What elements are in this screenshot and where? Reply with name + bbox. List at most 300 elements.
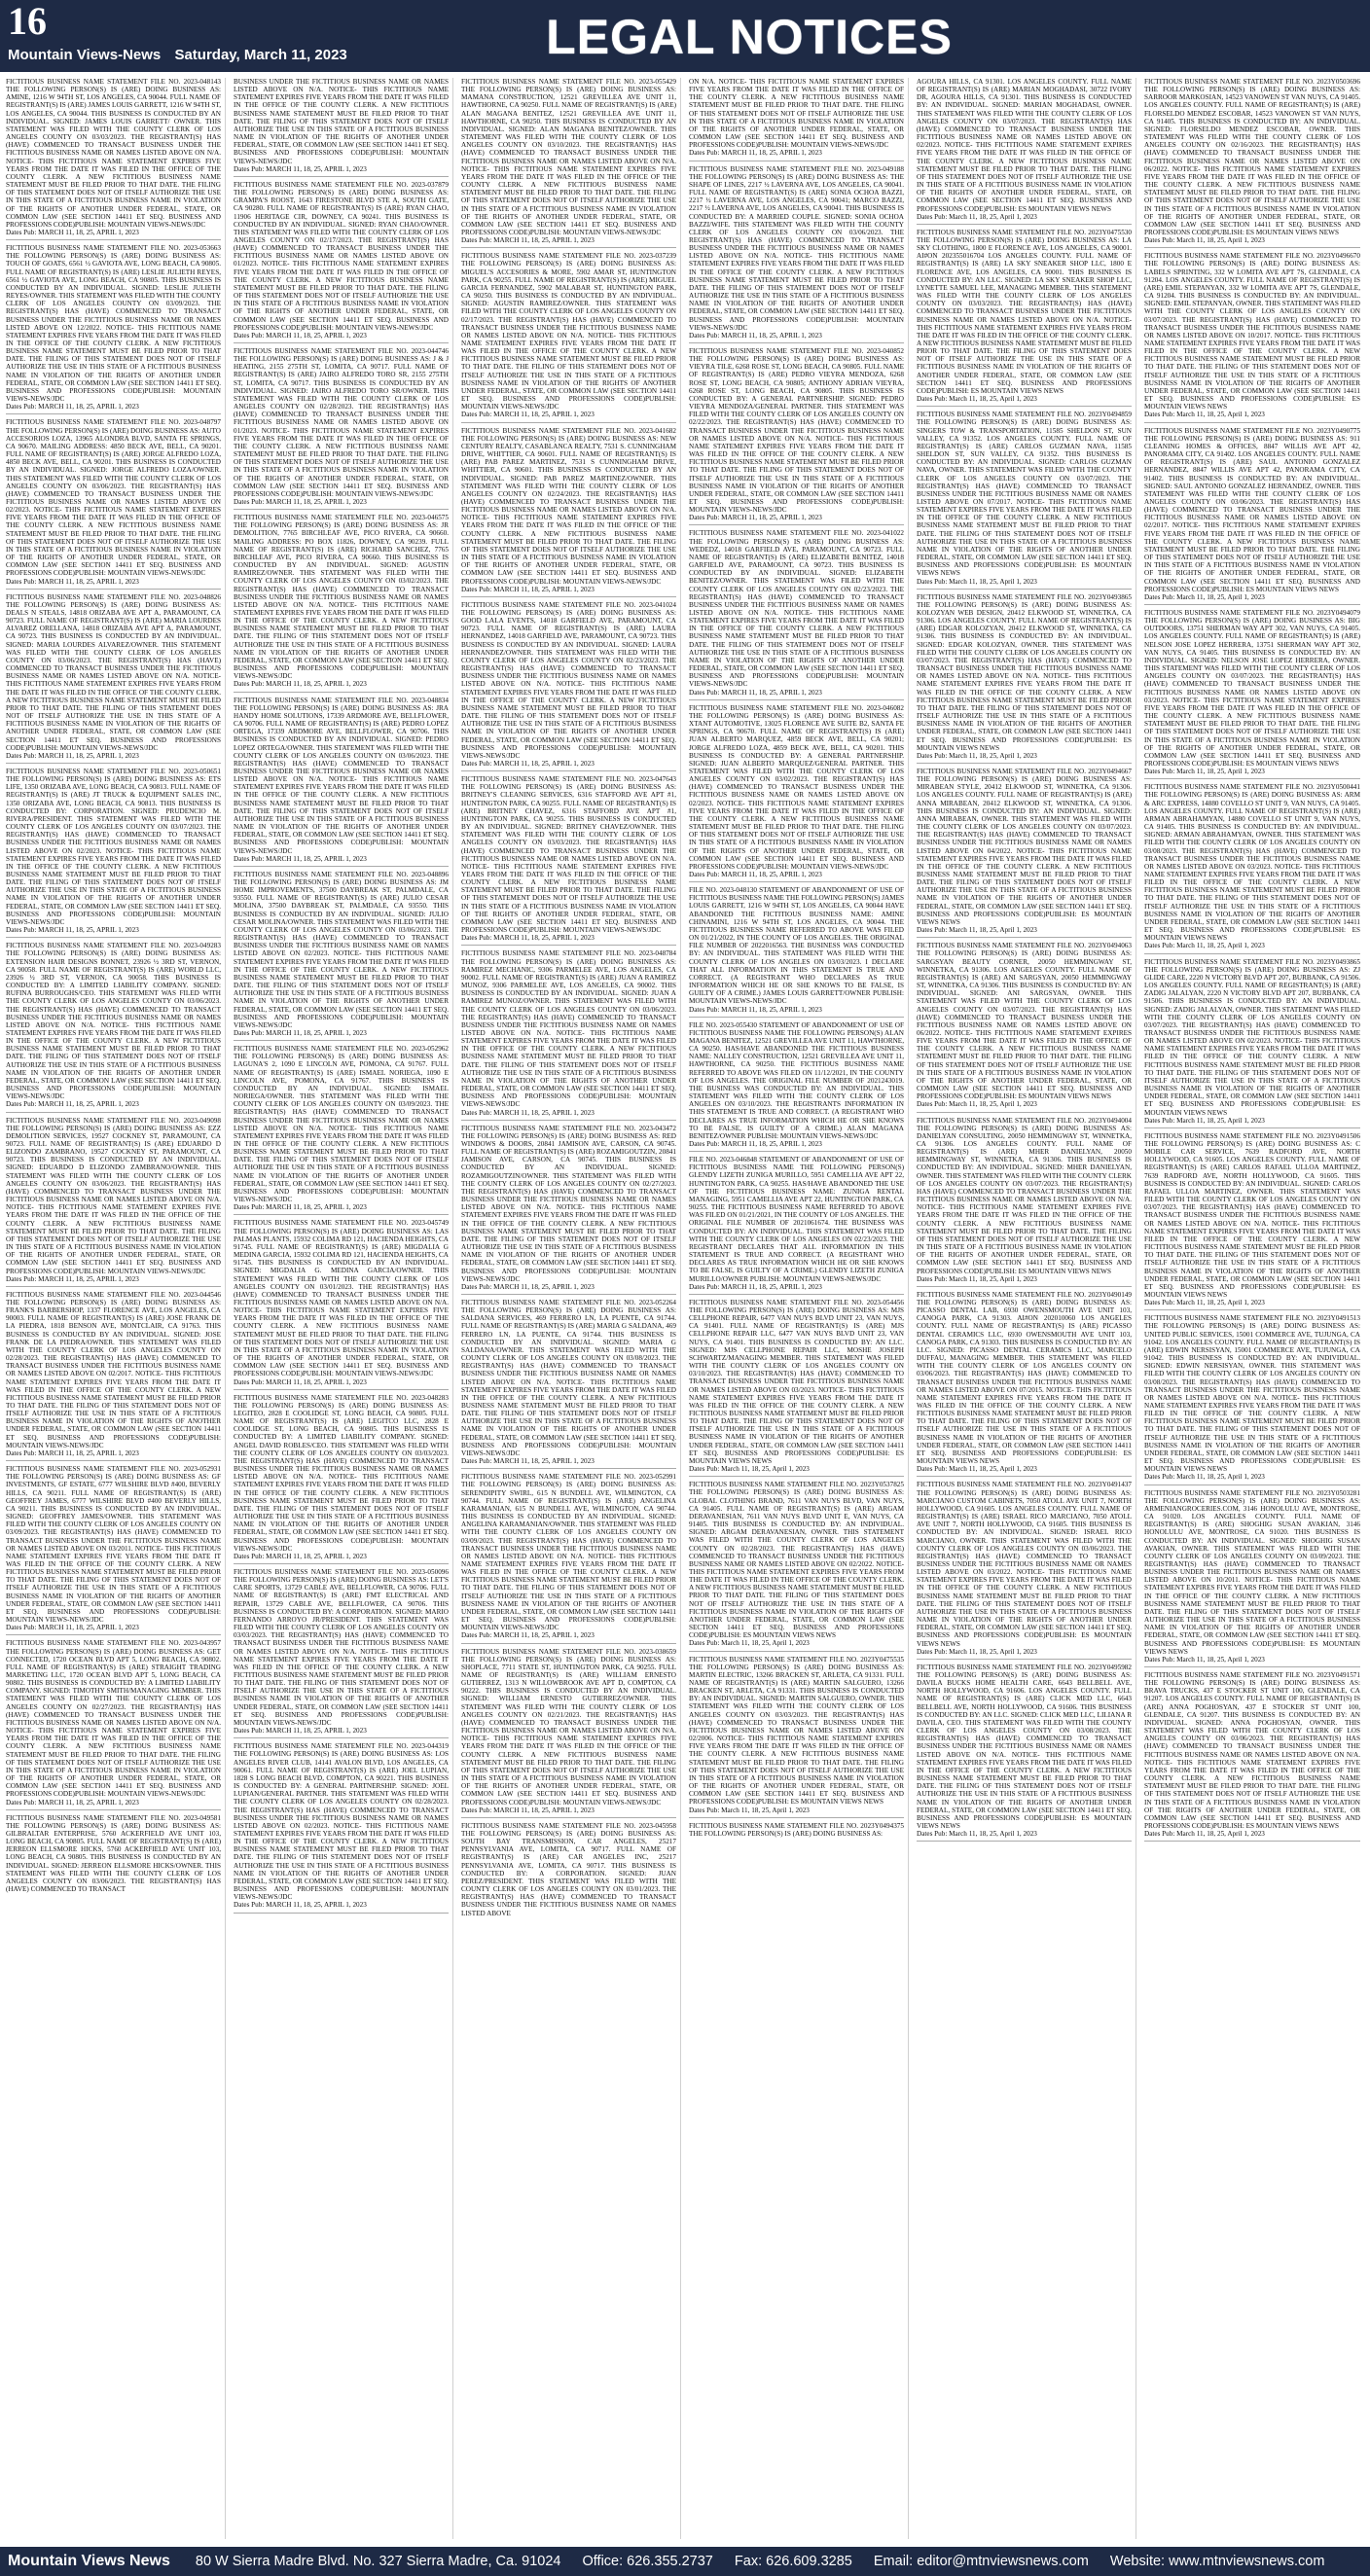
- notice-divider: [917, 1659, 1132, 1660]
- notice-title: FICTITIOUS BUSINESS NAME STATEMENT FILE NO. 2023Y0491513: [1144, 1314, 1360, 1323]
- legal-notice: [689, 1299, 904, 1477]
- legal-notice: [6, 418, 221, 589]
- notice-title: FICTITIOUS BUSINESS NAME STATEMENT FILE NO. 2023-049581: [6, 1813, 221, 1822]
- legal-notice: [6, 1814, 221, 1894]
- notice-body: THE FOLLOWING PERSON(S) IS (ARE) DOING BUSINESS AS: WEDEDZ, 14018 GARFIELD AVE, PARAMOUNT, CA 90723. FULL NAME OF REGISTRANT(S) IS (ARE) ELIZABETH BENITEZ, 14018 GARFIELD AVE, PARAMOUNT, CA 90723. THIS BUSINESS IS CONDUCTED BY AN INDIVIDUAL. SIGNED: ELIZABETH BENITEZ/OWNER. THIS STATEMENT WAS FILED WITH THE COUNTY CLERK OF LOS ANGELES COUNTY ON 02/23/2023. THE REGISTRANT(S) HAS (HAVE) COMMENCED TO TRANSACT BUSINESS UNDER THE FICTITIOUS BUSINESS NAME OR NAMES LISTED ABOVE ON N/A. NOTICE- THIS FICTITIOUS NAME STATEMENT EXPIRES FIVE YEARS FROM THE DATE IT WAS FILED IN THE OFFICE OF THE COUNTY CLERK. A NEW FICTITIOUS BUSINESS NAME STATEMENT MUST BE FILED PRIOR TO THAT DATE. THE FILING OF THIS STATEMENT DOES NOT OF ITSELF AUTHORIZE THE USE IN THIS STATE OF A FICTITIOUS BUSINESS NAME IN VIOLATION OF THE RIGHTS OF ANOTHER UNDER FEDERAL, STATE, OR COMMON LAW (SEE SECTION 14411 ET SEQ. BUSINESS AND PROFESSIONS CODE)PUBLISH: MOUNTAIN VIEWS-NEWS/JDC: [689, 537, 904, 689]
- legal-notice: [1144, 958, 1360, 1128]
- legal-notice: [1144, 1314, 1360, 1485]
- notice-divider: [461, 422, 676, 423]
- legal-notice: [917, 229, 1132, 407]
- legal-notice: [917, 768, 1132, 938]
- legal-notice: [234, 181, 449, 343]
- legal-notice: [917, 411, 1132, 589]
- notice-title: FICTITIOUS BUSINESS NAME STATEMENT FILE NO. 2023-044319: [234, 1742, 449, 1751]
- notice-title: FICTITIOUS BUSINESS NAME STATEMENT FILE NO. 2023Y0503696: [1144, 78, 1360, 86]
- legal-notice: [6, 593, 221, 764]
- notice-title: FICTITIOUS BUSINESS NAME STATEMENT FILE NO. 2023Y0494667: [917, 767, 1132, 775]
- notice-publication-dates: Dates Pub: March 11, 18, 25, April 1, 2023: [917, 1100, 1037, 1109]
- notice-columns: [6, 78, 1364, 2539]
- notice-title: FICTITIOUS BUSINESS NAME STATEMENT FILE NO. 2023Y0494079: [1144, 609, 1360, 617]
- notice-divider: [461, 1468, 676, 1469]
- notice-body: THE FOLLOWING PERSON(S) IS (ARE) DOING BUSINESS AS: BRAVA TRUCKS, 437 E STOCKER ST UNIT 100, GLENDALE, CA 91207. LOS ANGELES COUNTY. FULL NAME OF REGISTRANT(S) IS (ARE) ANNA POGHOSYAN, 437 E STOCKER ST UNIT 100, GLENDALE, CA 91207. THIS BUSINESS IS CONDUCTED BY: AN INDIVIDUAL. SIGNED: ANNA POGHOSYAN, OWNER. THIS STATEMENT WAS FILED WITH THE COUNTY CLERK OF LOS ANGELES COUNTY ON 03/06/2023. THE REGISTRANT(S) HAS (HAVE) COMMENCED TO TRANSACT BUSINESS UNDER THE FICTITIOUS BUSINESS NAME OR NAMES LISTED ABOVE ON N/A. NOTICE- THIS FICTITIOUS NAME STATEMENT EXPIRES FIVE YEARS FROM THE DATE IT WAS FILED IN THE OFFICE OF THE COUNTY CLERK. A NEW FICTITIOUS BUSINESS NAME STATEMENT MUST BE FILED PRIOR TO THAT DATE. THE FILING OF THIS STATEMENT DOES NOT OF ITSELF AUTHORIZE THE USE IN THIS STATE OF A FICTITIOUS BUSINESS NAME IN VIOLATION OF THE RIGHTS OF ANOTHER UNDER FEDERAL, STATE, OR COMMON LAW (SEE SECTION 14411 ET SEQ. BUSINESS AND PROFESSIONS CODE)PUBLISH: ES MOUNTAIN VIEWS NEWS: [1144, 1679, 1360, 1830]
- notice-publication-dates: Dates Pub: March 11, 18, 25, April 1, 2023: [1144, 942, 1265, 950]
- legal-notice: [689, 1822, 904, 1838]
- notice-title: FICTITIOUS BUSINESS NAME STATEMENT FILE NO. 2023Y0491437: [917, 1481, 1132, 1489]
- notice-divider: [6, 1809, 221, 1810]
- legal-notice: [6, 244, 221, 414]
- footer-website: Website: www.mtnviewsnews.com: [1109, 2554, 1325, 2569]
- notice-divider: [234, 692, 449, 693]
- notice-divider: [917, 1476, 1132, 1477]
- notice-column: [6, 78, 226, 2539]
- notice-publication-dates: Dates Pub: March 11, 18, 25, April 1, 2023: [917, 395, 1037, 404]
- legal-notice: [6, 1639, 221, 1809]
- notice-column: [689, 78, 909, 2539]
- notice-publication-dates: Dates Pub: March 11, 18, 25, April 1, 2023: [689, 1465, 810, 1474]
- notice-body: THE FOLLOWING PERSON(S) IS (ARE) DOING BUSINESS AS: LAS PALMAS PLANTS, 15932 COLIMA RD 121, HACIENDA HEIGHTS, CA 91745. FULL NAME OF REGISTRANT(S) IS (ARE) MIGDALIA G MEDINA GARCIA, 15932 COLIMA RD 121, HACIENDA HEIGHTS, CA 91745. THIS BUSINESS IS CONDUCTED BY AN INDIVIDUAL. SIGNED: MIGDALIA G. MEDINA GARCIA/OWNER. THIS STATEMENT WAS FILED WITH THE COUNTY CLERK OF LOS ANGELES COUNTY ON 03/01/2023. THE REGISTRANT(S) HAS (HAVE) COMMENCED TO TRANSACT BUSINESS UNDER THE FICTITIOUS BUSINESS NAME OR NAMES LISTED ABOVE ON N/A. NOTICE- THIS FICTITIOUS NAME STATEMENT EXPIRES FIVE YEARS FROM THE DATE IT WAS FILED IN THE OFFICE OF THE COUNTY CLERK. A NEW FICTITIOUS BUSINESS NAME STATEMENT MUST BE FILED PRIOR TO THAT DATE. THE FILING OF THIS STATEMENT DOES NOT OF ITSELF AUTHORIZE THE USE IN THIS STATE OF A FICTITIOUS BUSINESS NAME IN VIOLATION OF THE RIGHTS OF ANOTHER UNDER FEDERAL, STATE, OR COMMON LAW (SEE SECTION 14411 ET SEQ. BUSINESS AND PROFESSIONS CODE)PUBLISH: MOUNTAIN VIEWS-NEWS/JDC: [234, 1227, 449, 1378]
- legal-notice: [689, 347, 904, 525]
- notice-divider: [6, 1460, 221, 1461]
- notice-publication-dates: Dates Pub: March 11, 18, 25, April 1, 2023: [917, 1465, 1037, 1474]
- footer-bar: [0, 2547, 1370, 2576]
- notice-title: FICTITIOUS BUSINESS NAME STATEMENT FILE NO. 2023-049098: [6, 1116, 221, 1125]
- section-title: LEGAL NOTICES: [546, 10, 953, 64]
- notice-publication-dates: Dates Pub: MARCH 11, 18, 25, APRIL 1, 2023: [689, 149, 822, 158]
- notice-publication-dates: Dates Pub: MARCH 11, 18, 25, APRIL 1, 2023: [461, 1282, 595, 1291]
- footer-email: Email: editor@mtnviewsnews.com: [873, 2554, 1089, 2569]
- notice-body: ON N/A. NOTICE- THIS FICTITIOUS NAME STATEMENT EXPIRES FIVE YEARS FROM THE DATE IT WAS FILED IN THE OFFICE OF THE COUNTY CLERK. A NEW FICTITIOUS BUSINESS NAME STATEMENT MUST BE FILED PRIOR TO THAT DATE. THE FILING OF THIS STATEMENT DOES NOT OF ITSELF AUTHORIZE THE USE IN THIS STATE OF A FICTITIOUS BUSINESS NAME IN VIOLATION OF THE RIGHTS OF ANOTHER UNDER FEDERAL, STATE, OR COMMON LAW (SEE SECTION 14411 ET SEQ. BUSINESS AND PROFESSIONS CODE)PUBLISH: MOUNTAIN VIEWS-NEWS/JDC: [689, 78, 904, 150]
- notice-body: THE FOLLOWING PERSON(S) IS (ARE) DOING BUSINESS AS: LEGITEO, 2828 E COOLIDGE ST, LONG BEACH, CA 90805. FULL NAME OF REGISTRANT(S) IS (ARE) LEGITCO LLC, 2828 E COOLIDGE ST, LONG BEACH, CA 90805. THIS BUSINESS IS CONDUCTED BY: A LIMITED LIABILITY COMPANY. SIGNED: ANGEL DAVID ROBLES/CEO. THIS STATEMENT WAS FILED WITH THE COUNTY CLERK OF LOS ANGELES COUNTY ON 03/03/2023. THE REGISTRANT(S) HAS (HAVE) COMMENCED TO TRANSACT BUSINESS UNDER THE FICTITIOUS BUSINESS NAME OR NAMES LISTED ABOVE ON N/A. NOTICE- THIS FICTITIOUS NAME STATEMENT EXPIRES FIVE YEARS FROM THE DATE IT WAS FILED IN THE OFFICE OF THE COUNTY CLERK. A NEW FICTITIOUS BUSINESS NAME STATEMENT MUST BE FILED PRIOR TO THAT DATE. THE FILING OF THIS STATEMENT DOES NOT OF ITSELF AUTHORIZE THE USE IN THIS STATE OF A FICTITIOUS BUSINESS NAME IN VIOLATION OF THE RIGHTS OF ANOTHER UNDER FEDERAL, STATE, OR COMMON LAW (SEE SECTION 14411 ET SEQ. BUSINESS AND PROFESSIONS CODE)PUBLISH: MOUNTAIN VIEWS-NEWS/JDC: [234, 1401, 449, 1553]
- notice-title: FICTITIOUS BUSINESS NAME STATEMENT FILE NO. 2023-047643: [461, 775, 676, 784]
- notice-divider: [6, 1112, 221, 1113]
- notice-divider: [234, 1563, 449, 1564]
- notice-body: THE FOLLOWING PERSON(S) IS (ARE) DOING BUSINESS AS: TOUCH OF GOATS, 6561 ½ GAVIOTA AVE, LONG BEACH, CA 90805. FULL NAME OF REGISTRANT(S) IS (ARE) LESLIE JULIETH REYES, 6561 ½ GAVIOTA AVE, LONG BEACH, CA 90805. THIS BUSINESS IS CONDUCTED BY AN INDIVIDUAL. SIGNED: LESLIE JULIETH REYES/OWNER. THIS STATEMENT WAS FILED WITH THE COUNTY CLERK OF LOS ANGELES COUNTY ON 03/09/2023. THE REGISTRANT(S) HAS (HAVE) COMMENCED TO TRANSACT BUSINESS UNDER THE FICTITIOUS BUSINESS NAME OR NAMES LISTED ABOVE ON 12/2022. NOTICE- THIS FICTITIOUS NAME STATEMENT EXPIRES FIVE YEARS FROM THE DATE IT WAS FILED IN THE OFFICE OF THE COUNTY CLERK. A NEW FICTITIOUS BUSINESS NAME STATEMENT MUST BE FILED PRIOR TO THAT DATE. THE FILING OF THIS STATEMENT DOES NOT OF ITSELF AUTHORIZE THE USE IN THIS STATE OF A FICTITIOUS BUSINESS NAME IN VIOLATION OF THE RIGHTS OF ANOTHER UNDER FEDERAL, STATE, OR COMMON LAW (SEE SECTION 14411 ET SEQ. BUSINESS AND PROFESSIONS CODE)PUBLISH: MOUNTAIN VIEWS-NEWS/JDC: [6, 252, 221, 404]
- legal-notice: [917, 593, 1132, 764]
- legal-notice: [461, 1648, 676, 1818]
- notice-divider: [689, 1817, 904, 1818]
- notice-title: FICTITIOUS BUSINESS NAME STATEMENT FILE NO. 2023Y0494004: [917, 1116, 1132, 1125]
- notice-publication-dates: Dates Pub: MARCH 11, 18, 25, APRIL 1, 2023: [234, 1552, 367, 1560]
- notice-body: THE FOLLOWING PERSON(S) IS (ARE) DOING BUSINESS AS: GILBRALTAR ENTERPRISE, 5760 ACKERFIELD AVE UNIT 103, LONG BEACH, CA 90805. FULL NAME OF REGISTRANT(S) IS (ARE) JERREON ELLSMORE HICKS, 5760 ACKERFIELD AVE UNIT 103, LONG BEACH, CA 90805. THIS BUSINESS IS CONDUCTED BY AN INDIVIDUAL. SIGNED: JERREON ELLSMORE HICKS/OWNER. THIS STATEMENT WAS FILED WITH THE COUNTY CLERK OF LOS ANGELES COUNTY ON 03/06/2023. THE REGISTRANT(S) HAS (HAVE) COMMENCED TO TRANSACT: [6, 1821, 221, 1894]
- notice-publication-dates: Dates Pub: MARCH 11, 18, 25, APRIL 1, 2023: [6, 751, 139, 760]
- legal-notice: [6, 1291, 221, 1461]
- notice-body: THE FOLLOWING PERSON(S) IS (ARE) DOING BUSINESS AS: AMINE, 1216 W 94TH ST, LOS ANGELES, CA 90044. FULL NAME OF REGISTRANT(S) IS (ARE) JAMES LOUIS GARRETT, 1216 W 94TH ST, LOS ANGELES, CA 90044. THIS BUSINESS IS CONDUCTED BY AN INDIVIDUAL. SIGNED: JAMES LOUIS GARRETT/ OWNER. THIS STATEMENT WAS FILED WITH THE COUNTY CLERK OF LOS ANGELES COUNTY ON 03/03/2023. THE REGISTRANT(S) HAS (HAVE) COMMENCED TO TRANSACT BUSINESS UNDER THE FICTITIOUS BUSINESS NAME OR NAMES LISTED ABOVE ON N/A. NOTICE- THIS FICTITIOUS NAME STATEMENT EXPIRES FIVE YEARS FROM THE DATE IT WAS FILED IN THE OFFICE OF THE COUNTY CLERK. A NEW FICTITIOUS BUSINESS NAME STATEMENT MUST BE FILED PRIOR TO THAT DATE. THE FILING OF THIS STATEMENT DOES NOT OF ITSELF AUTHORIZE THE USE IN THIS STATE OF A FICTITIOUS BUSINESS NAME IN VIOLATION OF THE RIGHTS OF ANOTHER UNDER FEDERAL, STATE, OR COMMON LAW (SEE SECTION 14411 ET SEQ. BUSINESS AND PROFESSIONS CODE)PUBLISH: MOUNTAIN VIEWS-NEWS/JDC: [6, 86, 221, 229]
- notice-publication-dates: Dates Pub: March 11, 18, 25, April 1, 2023: [917, 1830, 1037, 1839]
- notice-title: FICTITIOUS BUSINESS NAME STATEMENT FILE NO. 2023-040852: [689, 347, 904, 355]
- notice-publication-dates: Dates Pub: March 11, 18, 25, April 1, 2023: [1144, 236, 1265, 245]
- notice-title: FICTITIOUS BUSINESS NAME STATEMENT FILE NO. 2023-045749: [234, 1219, 449, 1228]
- notice-title: FICTITIOUS BUSINESS NAME STATEMENT FILE NO. 2023Y0475535: [689, 1655, 904, 1664]
- notice-publication-dates: Dates Pub: MARCH 11, 18, 25, APRIL 1, 2023: [461, 236, 595, 245]
- notice-title: FICTITIOUS BUSINESS NAME STATEMENT FILE NO. 2023Y0496670: [1144, 252, 1360, 261]
- notice-publication-dates: Dates Pub: MARCH 11, 18, 25, APRIL 1, 2023: [689, 331, 822, 340]
- legal-notice: [1144, 78, 1360, 248]
- legal-notice: [689, 529, 904, 699]
- notice-body: THE FOLLOWING PERSON(S) IS (ARE) DOING BUSINESS AS: DAVILA BUCKS HOME HEALTH CARE, 6643 BELLBELL AVE, NORTH HOLLYWOOD, CA 91606. LOS ANGELES COUNTY. FULL NAME OF REGISTRANT(S) IS (ARE) CLICK MED LLC, 6643 BELLBELL AVE, NORTH HOLLYWOOD, CA 91606. THIS BUSINESS IS CONDUCTED BY: AN LLC. SIGNED: CLICK MED LLC, LILIANA R DAVILA, CEO. THIS STATEMENT WAS FILED WITH THE COUNTY CLERK OF LOS ANGELES COUNTY ON 03/08/2023. THE REGISTRANT(S) HAS (HAVE) COMMENCED TO TRANSACT BUSINESS UNDER THE FICTITIOUS BUSINESS NAME OR NAMES LISTED ABOVE ON N/A. NOTICE- THIS FICTITIOUS NAME STATEMENT EXPIRES FIVE YEARS FROM THE DATE IT WAS FILED IN THE OFFICE OF THE COUNTY CLERK. A NEW FICTITIOUS BUSINESS NAME STATEMENT MUST BE FILED PRIOR TO THAT DATE. THE FILING OF THIS STATEMENT DOES NOT OF ITSELF AUTHORIZE THE USE IN THIS STATE OF A FICTITIOUS BUSINESS NAME IN VIOLATION OF THE RIGHTS OF ANOTHER UNDER FEDERAL, STATE, OR COMMON LAW (SEE SECTION 14411 ET SEQ. BUSINESS AND PROFESSIONS CODE)PUBLISH: ES MOUNTAIN VIEWS NEWS: [917, 1671, 1132, 1830]
- notice-divider: [689, 1476, 904, 1477]
- notice-body: THE FOLLOWING PERSON(S) IS (ARE) DOING BUSINESS AS: RED WINDOWS & DOORS, 20841 JAMISON AVE, CARSON, CA 90745. FULL NAME OF REGISTRANT(S) IS (ARE) ROZAMIGOUTZIN, 20841 JAMISON AVE, CARSON, CA 90745. THIS BUSINESS IS CONDUCTED BY AN INDIVIDUAL. SIGNED: ROZAMIGOUTZIN/OWNER. THIS STATEMENT WAS FILED WITH THE COUNTY CLERK OF LOS ANGELES COUNTY ON 02/27/2023. THE REGISTRANT(S) HAS (HAVE) COMMENCED TO TRANSACT BUSINESS UNDER THE FICTITIOUS BUSINESS NAME OR NAMES LISTED ABOVE ON N/A. NOTICE- THIS FICTITIOUS NAME STATEMENT EXPIRES FIVE YEARS FROM THE DATE IT WAS FILED IN THE OFFICE OF THE COUNTY CLERK. A NEW FICTITIOUS BUSINESS NAME STATEMENT MUST BE FILED PRIOR TO THAT DATE. THE FILING OF THIS STATEMENT DOES NOT OF ITSELF AUTHORIZE THE USE IN THIS STATE OF A FICTITIOUS BUSINESS NAME IN VIOLATION OF THE RIGHTS OF ANOTHER UNDER FEDERAL, STATE, OR COMMON LAW (SEE SECTION 14411 ET SEQ. BUSINESS AND PROFESSIONS CODE)PUBLISH: MOUNTAIN VIEWS-NEWS/JDC: [461, 1131, 676, 1283]
- notice-body: THE FOLLOWING PERSON(S) IS (ARE) DOING BUSINESS AS: XTANT AUTOMOTIVE, 13025 FLORENCE AVE SUITE B2, SANTA FE SPRINGS, CA 90670. FULL NAME OF REGISTRANT(S) IS (ARE) JUAN ALBERTO MARQUEZ, 4859 BECK AVE, BELL, CA 90201; JORGE ALFREDO LOZA, 4859 BECK AVE, BELL, CA 90201. THIS BUSINESS IS CONDUCTED BY: A GENERAL PARTNERSHIP. SIGNED: JUAN ALBERTO MARQUEZ/GENERAL PARTNER. THIS STATEMENT WAS FILED WITH THE COUNTY CLERK OF LOS ANGELES COUNTY ON 03/02/2023. THE REGISTRANT(S) HAS (HAVE) COMMENCED TO TRANSACT BUSINESS UNDER THE FICTITIOUS BUSINESS NAME OR NAMES LISTED ABOVE ON 02/2023. NOTICE- THIS FICTITIOUS NAME STATEMENT EXPIRES FIVE YEARS FROM THE DATE IT WAS FILED IN THE OFFICE OF THE COUNTY CLERK. A NEW FICTITIOUS BUSINESS NAME STATEMENT MUST BE FILED PRIOR TO THAT DATE. THE FILING OF THIS STATEMENT DOES NOT OF ITSELF AUTHORIZE THE USE IN THIS STATE OF A FICTITIOUS BUSINESS NAME IN VIOLATION OF THE RIGHTS OF ANOTHER UNDER FEDERAL, STATE, OR COMMON LAW (SEE SECTION 14411 ET SEQ. BUSINESS AND PROFESSIONS CODE)PUBLISH: MOUNTAIN VIEWS-NEWS/JDC: [689, 711, 904, 871]
- legal-notice: [917, 1291, 1132, 1478]
- legal-notice: [461, 1299, 676, 1469]
- notice-publication-dates: Dates Pub: MARCH 11, 18, 25, APRIL 1, 2023: [234, 497, 367, 506]
- notice-title: FICTITIOUS BUSINESS NAME STATEMENT FILE NO. 2023Y0490775: [1144, 426, 1360, 435]
- notice-divider: [6, 1286, 221, 1287]
- notice-publication-dates: Dates Pub: March 11, 18, 25, April 1, 2023: [1144, 1116, 1265, 1125]
- notice-divider: [1144, 247, 1360, 248]
- notice-column: [917, 78, 1136, 2539]
- notice-divider: [689, 881, 904, 882]
- notice-publication-dates: Dates Pub: MARCH 11, 18, 25, APRIL 1, 2023: [234, 1901, 367, 1910]
- notice-publication-dates: Dates Pub: MARCH 11, 18, 25, APRIL 1, 2023: [689, 514, 822, 522]
- notice-publication-dates: Dates Pub: March 11, 18, 25, April 1, 2023: [1144, 1473, 1265, 1482]
- notice-divider: [6, 589, 221, 590]
- notice-publication-dates: Dates Pub: MARCH 11, 18, 25, APRIL 1, 2023: [6, 1624, 139, 1632]
- legal-notice: [1144, 427, 1360, 605]
- notice-publication-dates: Dates Pub: MARCH 11, 18, 25, APRIL 1, 2023: [461, 585, 595, 593]
- notice-divider: [689, 1151, 904, 1152]
- notice-body: THE FOLLOWING PERSON(S) IS (ARE) DOING BUSINESS AS: JM HOME IMPROVEMENTS, 37500 DAYBREAK ST, PALMDALE, CA 93550. FULL NAME OF REGISTRANT(S) IS (ARE) JULIO CESAR MOLINA, 37500 DAYBREAK ST, PALMDALE, CA 93550. THIS BUSINESS IS CONDUCTED BY AN INDIVIDUAL. SIGNED: JULIO CESAR MOLINA/OWNER. THIS STATEMENT WAS FILED WITH THE COUNTY CLERK OF LOS ANGELES COUNTY ON 03/06/2023. THE REGISTRANT(S) HAS (HAVE) COMMENCED TO TRANSACT BUSINESS UNDER THE FICTITIOUS BUSINESS NAME OR NAMES LISTED ABOVE ON 02/2023. NOTICE- THIS FICTITIOUS NAME STATEMENT EXPIRES FIVE YEARS FROM THE DATE IT WAS FILED IN THE OFFICE OF THE COUNTY CLERK. A NEW FICTITIOUS BUSINESS NAME STATEMENT MUST BE FILED PRIOR TO THAT DATE. THE FILING OF THIS STATEMENT DOES NOT OF ITSELF AUTHORIZE THE USE IN THIS STATE OF A FICTITIOUS BUSINESS NAME IN VIOLATION OF THE RIGHTS OF ANOTHER UNDER FEDERAL, STATE, OR COMMON LAW (SEE SECTION 14411 ET SEQ. BUSINESS AND PROFESSIONS CODE)PUBLISH: MOUNTAIN VIEWS-NEWS/JDC: [234, 878, 449, 1029]
- footer-fax: Fax: 626.609.3285: [734, 2554, 852, 2569]
- legal-notice: [6, 942, 221, 1112]
- legal-notice: [689, 1021, 904, 1153]
- notice-title: FILE NO. 2023-048130 STATEMENT OF ABANDONMENT OF USE OF FICTITIOUS BUSINESS NAME: [689, 886, 904, 903]
- notice-body: THE FOLLOWING PERSON(S) IS (ARE) DOING BUSINESS AS: THE SHAPE OF LINES, 2217 ½ LAVERNA AVE, LOS ANGELES, CA 90041. FULL NAME OF REGISTRANT(S) IS (ARE) SONIA OCHOA BAZZI, 2217 ½ LAVERNA AVE, LOS ANGELES, CA 90041; MARCO BAZZI, 2217 ½ LAVERNA AVE, LOS ANGELES, CA 90041. THIS BUSINESS IS CONDUCTED BY: A MARRIED COUPLE. SIGNED: SONIA OCHOA BAZZI/WIFE. THIS STATEMENT WAS FILED WITH THE COUNTY CLERK OF LOS ANGELES COUNTY ON 03/06/2023. THE REGISTRANT(S) HAS (HAVE) COMMENCED TO TRANSACT BUSINESS UNDER THE FICTITIOUS BUSINESS NAME OR NAMES LISTED ABOVE ON N/A. NOTICE- THIS FICTITIOUS NAME STATEMENT EXPIRES FIVE YEARS FROM THE DATE IT WAS FILED IN THE OFFICE OF THE COUNTY CLERK. A NEW FICTITIOUS BUSINESS NAME STATEMENT MUST BE FILED PRIOR TO THAT DATE. THE FILING OF THIS STATEMENT DOES NOT OF ITSELF AUTHORIZE THE USE IN THIS STATE OF A FICTITIOUS BUSINESS NAME IN VIOLATION OF THE RIGHTS OF ANOTHER UNDER FEDERAL, STATE, OR COMMON LAW (SEE SECTION 14411 ET SEQ. BUSINESS AND PROFESSIONS CODE)PUBLISH: MOUNTAIN VIEWS-NEWS/JDC: [689, 172, 904, 332]
- notice-body: THE FOLLOWING PERSON(S) IS (ARE) DOING BUSINESS AS: SALDANA SERVICES, 469 FERRERO LN, LA PUENTE, CA 91744. FULL NAME OF REGISTRANT(S) IS (ARE) MARIA G SALDANA, 469 FERRERO LN, LA PUENTE, CA 91744. THIS BUSINESS IS CONDUCTED BY AN INDIVIDUAL. SIGNED: MARIA G SALDANA/OWNER. THIS STATEMENT WAS FILED WITH THE COUNTY CLERK OF LOS ANGELES COUNTY ON 03/08/2023. THE REGISTRANT(S) HAS (HAVE) COMMENCED TO TRANSACT BUSINESS UNDER THE FICTITIOUS BUSINESS NAME OR NAMES LISTED ABOVE ON N/A. NOTICE- THIS FICTITIOUS NAME STATEMENT EXPIRES FIVE YEARS FROM THE DATE IT WAS FILED IN THE OFFICE OF THE COUNTY CLERK. A NEW FICTITIOUS BUSINESS NAME STATEMENT MUST BE FILED PRIOR TO THAT DATE. THE FILING OF THIS STATEMENT DOES NOT OF ITSELF AUTHORIZE THE USE IN THIS STATE OF A FICTITIOUS BUSINESS NAME IN VIOLATION OF THE RIGHTS OF ANOTHER UNDER FEDERAL, STATE, OR COMMON LAW (SEE SECTION 14411 ET SEQ. BUSINESS AND PROFESSIONS CODE)PUBLISH: MOUNTAIN VIEWS-NEWS/JDC: [461, 1306, 676, 1457]
- legal-notice: [6, 1117, 221, 1287]
- notice-title: FILE NO. 2023-046848 STATEMENT OF ABANDONMENT OF USE OF FICTITIOUS BUSINESS NAME: [689, 1156, 904, 1172]
- masthead: [0, 0, 1370, 72]
- legal-notice: [461, 601, 676, 771]
- legal-notice: [1144, 783, 1360, 953]
- notice-publication-dates: Dates Pub: MARCH 11, 18, 25, APRIL 1, 2023: [234, 680, 367, 689]
- legal-notice: [1144, 1671, 1360, 1842]
- notice-divider: [689, 342, 904, 343]
- notice-body: THE FOLLOWING PERSON(S) IS (ARE) DOING BUSINESS AS: 911 CLEANING HOMES & OFFICES, 8847 WILLIS AVE APT 42, PANORAMA CITY, CA 91402. LOS ANGELES COUNTY. FULL NAME OF REGISTRANT(S) IS (ARE) SAUL ANTONIO GONZALEZ HERNANDEZ, 8847 WILLIS AVE APT 42, PANORAMA CITY, CA 91402. THIS BUSINESS IS CONDUCTED BY: AN INDIVIDUAL. SIGNED: SAUL ANTONIO GONZALEZ HERNANDEZ, OWNER. THIS STATEMENT WAS FILED WITH THE COUNTY CLERK OF LOS ANGELES COUNTY ON 03/06/2023. THE REGISTRANT(S) HAS (HAVE) COMMENCED TO TRANSACT BUSINESS UNDER THE FICTITIOUS BUSINESS NAME OR NAMES LISTED ABOVE ON 02/2017. NOTICE- THIS FICTITIOUS NAME STATEMENT EXPIRES FIVE YEARS FROM THE DATE IT WAS FILED IN THE OFFICE OF THE COUNTY CLERK. A NEW FICTITIOUS BUSINESS NAME STATEMENT MUST BE FILED PRIOR TO THAT DATE. THE FILING OF THIS STATEMENT DOES NOT OF ITSELF AUTHORIZE THE USE IN THIS STATE OF A FICTITIOUS BUSINESS NAME IN VIOLATION OF THE RIGHTS OF ANOTHER UNDER FEDERAL, STATE, OR COMMON LAW (SEE SECTION 14411 ET SEQ. BUSINESS AND PROFESSIONS CODE)PUBLISH: ES MOUNTAIN VIEWS NEWS: [1144, 434, 1360, 593]
- notice-title: FICTITIOUS BUSINESS NAME STATEMENT FILE NO. 2023-041022: [689, 529, 904, 538]
- notice-divider: [917, 1286, 1132, 1287]
- notice-divider: [234, 509, 449, 510]
- notice-divider: [461, 1294, 676, 1295]
- notice-divider: [917, 224, 1132, 225]
- notice-divider: [1144, 1127, 1360, 1128]
- legal-notice: [689, 704, 904, 882]
- legal-notice: [6, 768, 221, 938]
- notice-divider: [917, 763, 1132, 764]
- notice-body: THE FOLLOWING PERSON(S) IS (ARE) DOING BUSINESS AS: BIG OUTDOORS, 13751 SHERMAN WAY APT 302, VAN NUYS, CA 91405. LOS ANGELES COUNTY. FULL NAME OF REGISTRANT(S) IS (ARE) NELSON JOSE LOPEZ HERRERA, 13751 SHERMAN WAY APT 302, VAN NUYS, CA 91405. THIS BUSINESS IS CONDUCTED BY: AN INDIVIDUAL. SIGNED: NELSON JOSE LOPEZ HERRERA, OWNER. THIS STATEMENT WAS FILED WITH THE COUNTY CLERK OF LOS ANGELES COUNTY ON 03/07/2023. THE REGISTRANT(S) HAS (HAVE) COMMENCED TO TRANSACT BUSINESS UNDER THE FICTITIOUS BUSINESS NAME OR NAMES LISTED ABOVE ON 03/2023. NOTICE- THIS FICTITIOUS NAME STATEMENT EXPIRES FIVE YEARS FROM THE DATE IT WAS FILED IN THE OFFICE OF THE COUNTY CLERK. A NEW FICTITIOUS BUSINESS NAME STATEMENT MUST BE FILED PRIOR TO THAT DATE. THE FILING OF THIS STATEMENT DOES NOT OF ITSELF AUTHORIZE THE USE IN THIS STATE OF A FICTITIOUS BUSINESS NAME IN VIOLATION OF THE RIGHTS OF ANOTHER UNDER FEDERAL, STATE, OR COMMON LAW (SEE SECTION 14411 ET SEQ. BUSINESS AND PROFESSIONS CODE)PUBLISH: ES MOUNTAIN VIEWS NEWS: [1144, 617, 1360, 768]
- notice-body: THE FOLLOWING PERSON(S) IS (ARE) DOING BUSINESS AS: MIGUEL'S ACCESORIES & MORE, 5902 AMAR ST, HUNTINGTON PARK, CA 90255. FULL NAME OF REGISTRANT(S) IS (ARE) MIGUEL GARCIA FERNANDEZ, 5902 MALABAR ST, HUNTINGTON PARK, CA 90250. THIS BUSINESS IS CONDUCTED BY AN INDIVIDUAL. SIGNED: AGUSTIN RAMIREZ/OWNER. THIS STATEMENT WAS FILED WITH THE COUNTY CLERK OF LOS ANGELES COUNTY ON 02/17/2023. THE REGISTRANT(S) HAS (HAVE) COMMENCED TO TRANSACT BUSINESS UNDER THE FICTITIOUS BUSINESS NAME OR NAMES LISTED ABOVE ON N/A. NOTICE- THIS FICTITIOUS NAME STATEMENT EXPIRES FIVE YEARS FROM THE DATE IT WAS FILED IN THE OFFICE OF THE COUNTY CLERK. A NEW FICTITIOUS BUSINESS NAME STATEMENT MUST BE FILED PRIOR TO THAT DATE. THE FILING OF THIS STATEMENT DOES NOT OF ITSELF AUTHORIZE THE USE IN THIS STATE OF A FICTITIOUS BUSINESS NAME IN VIOLATION OF THE RIGHTS OF ANOTHER UNDER FEDERAL, STATE, OR COMMON LAW (SEE SECTION 14411 ET SEQ. BUSINESS AND PROFESSIONS CODE)PUBLISH: MOUNTAIN VIEWS-NEWS/JDC: [461, 260, 676, 411]
- legal-notice: [234, 1568, 449, 1738]
- legal-notice: [917, 1117, 1132, 1287]
- notice-divider: [234, 1214, 449, 1215]
- notice-title: FICTITIOUS BUSINESS NAME STATEMENT FILE NO. 2023-037879: [234, 180, 449, 189]
- notice-body: THE FOLLOWING PERSON(S) IS (ARE) DOING BUSINESS AS: GRAMPA'S ROOST, 1643 FIRESTONE BLVD STE A, SOUTH GATE, CA 90280. FULL NAME OF REGISTRANT(S) IS (ARE) RYAN CHAO, 11906 HERITAGE CIR, DOWNEY, CA 90241. THIS BUSINESS IS CONDUCTED BY AN INDIVIDUAL. SIGNED: RYAN CHAO/OWNER. THIS STATEMENT WAS FILED WITH THE COUNTY CLERK OF LOS ANGELES COUNTY ON 02/17/2023. THE REGISTRANT(S) HAS (HAVE) COMMENCED TO TRANSACT BUSINESS UNDER THE FICTITIOUS BUSINESS NAME OR NAMES LISTED ABOVE ON 01/2023. NOTICE- THIS FICTITIOUS NAME STATEMENT EXPIRES FIVE YEARS FROM THE DATE IT WAS FILED IN THE OFFICE OF THE COUNTY CLERK. A NEW FICTITIOUS BUSINESS NAME STATEMENT MUST BE FILED PRIOR TO THAT DATE. THE FILING OF THIS STATEMENT DOES NOT OF ITSELF AUTHORIZE THE USE IN THIS STATE OF A FICTITIOUS BUSINESS NAME IN VIOLATION OF THE RIGHTS OF ANOTHER UNDER FEDERAL, STATE, OR COMMON LAW (SEE SECTION 14411 ET SEQ. BUSINESS AND PROFESSIONS CODE)PUBLISH: MOUNTAIN VIEWS-NEWS/JDC: [234, 189, 449, 332]
- notice-column: [461, 78, 681, 2539]
- notice-title: FICTITIOUS BUSINESS NAME STATEMENT FILE NO. 2023-049283: [6, 942, 221, 950]
- notice-publication-dates: Dates Pub: MARCH 11, 18, 25, APRIL 1, 2023: [6, 1100, 139, 1109]
- legal-notice: [917, 78, 1132, 225]
- notice-body: THE FOLLOWING PERSON(S) IS (ARE) DOING BUSINESS AS: JR DEMOLITION, 7765 BIRCHLEAF AVE, PICO RIVERA, CA 90660. MAILING ADDRESS: PO BOX 11826, DOWNEY, CA 90239. FULL NAME OF REGISTRANT(S) IS (ARE) RICHARD SANCHEZ, 7765 BIRCHLEAF AVE, PICO RIVERA, CA 90660. THIS BUSINESS IS CONDUCTED BY AN INDIVIDUAL. SIGNED: AGUSTIN RAMIREZ/OWNER. THIS STATEMENT WAS FILED WITH THE COUNTY CLERK OF LOS ANGELES COUNTY ON 03/02/2023. THE REGISTRANT(S) HAS (HAVE) COMMENCED TO TRANSACT BUSINESS UNDER THE FICTITIOUS BUSINESS NAME OR NAMES LISTED ABOVE ON N/A. NOTICE- THIS FICTITIOUS NAME STATEMENT EXPIRES FIVE YEARS FROM THE DATE IT WAS FILED IN THE OFFICE OF THE COUNTY CLERK. A NEW FICTITIOUS BUSINESS NAME STATEMENT MUST BE FILED PRIOR TO THAT DATE. THE FILING OF THIS STATEMENT DOES NOT OF ITSELF AUTHORIZE THE USE IN THIS STATE OF A FICTITIOUS BUSINESS NAME IN VIOLATION OF THE RIGHTS OF ANOTHER UNDER FEDERAL, STATE, OR COMMON LAW (SEE SECTION 14411 ET SEQ. BUSINESS AND PROFESSIONS CODE)PUBLISH: MOUNTAIN VIEWS-NEWS/JDC: [234, 521, 449, 681]
- notice-publication-dates: Dates Pub: March 11, 18, 25, April 1, 2023: [1144, 1655, 1265, 1664]
- legal-notice: [234, 347, 449, 510]
- notice-title: FICTITIOUS BUSINESS NAME STATEMENT FILE NO. 2023Y0491571: [1144, 1671, 1360, 1679]
- notice-title: FICTITIOUS BUSINESS NAME STATEMENT FILE NO. 2023Y0475530: [917, 228, 1132, 236]
- notice-publication-dates: Dates Pub: MARCH 11, 18, 25, APRIL 1, 2023: [6, 228, 139, 236]
- notice-title: FICTITIOUS BUSINESS NAME STATEMENT FILE NO. 2023Y0491506: [1144, 1131, 1360, 1140]
- notice-publication-dates: Dates Pub: MARCH 11, 18, 25, APRIL 1, 2023: [234, 1377, 367, 1386]
- notice-divider: [6, 763, 221, 764]
- notice-body: THE FOLLOWING PERSON(S) IS (ARE) DOING BUSINESS AS: NEW CENTURY REALTY, CASABLANCA REALTY, 7531 S. CUNNINGHAM DRIVE, WHITTIER, CA 90601. FULL NAME OF REGISTRANT(S) IS (ARE) PAB PAREZ MARTINEZ, 7531 S CUNNINGHAM DRIVE, WHITTIER, CA 90601. THIS BUSINESS IS CONDUCTED BY AN INDIVIDUAL. SIGNED: PAB PAREZ MARTINEZ/OWNER. THIS STATEMENT WAS FILED WITH THE COUNTY CLERK OF LOS ANGELES COUNTY ON 02/24/2023. THE REGISTRANT(S) HAS (HAVE) COMMENCED TO TRANSACT BUSINESS UNDER THE FICTITIOUS BUSINESS NAME OR NAMES LISTED ABOVE ON N/A. NOTICE- THIS FICTITIOUS NAME STATEMENT EXPIRES FIVE YEARS FROM THE DATE IT WAS FILED IN THE OFFICE OF THE COUNTY CLERK. A NEW FICTITIOUS BUSINESS NAME STATEMENT MUST BE FILED PRIOR TO THAT DATE. THE FILING OF THIS STATEMENT DOES NOT OF ITSELF AUTHORIZE THE USE IN THIS STATE OF A FICTITIOUS BUSINESS NAME IN VIOLATION OF THE RIGHTS OF ANOTHER UNDER FEDERAL, STATE, OR COMMON LAW (SEE SECTION 14411 ET SEQ. BUSINESS AND PROFESSIONS CODE)PUBLISH: MOUNTAIN VIEWS-NEWS/JDC: [461, 434, 676, 586]
- notice-publication-dates: Dates Pub: March 11, 18, 25, April 1, 2023: [1144, 592, 1265, 601]
- notice-body: THE FOLLOWING PERSON(S) IS (ARE) DOING BUSINESS AS: SOUTH BAY TRANSMISSION, CAR ANGELES, 25217 PENNSYLVANIA AVE, LOMITA, CA 90717. FULL NAME OF REGISTRANT(S) IS (ARE) CAR ANGELES INC, 25217 PENNSYLVANIA AVE, LOMITA, CA 90717. THIS BUSINESS IS CONDUCTED BY: A CORPORATION. SIGNED: JUAN PEREZ/PRESIDENT. THIS STATEMENT WAS FILED WITH THE COUNTY CLERK OF LOS ANGELES COUNTY ON 03/01/2023. THE REGISTRANT(S) HAS (HAVE) COMMENCED TO TRANSACT BUSINESS UNDER THE FICTITIOUS BUSINESS NAME OR NAMES LISTED ABOVE: [461, 1829, 676, 1917]
- notice-column: [234, 78, 453, 2539]
- legal-notice: [689, 1656, 904, 1818]
- notice-divider: [461, 1643, 676, 1644]
- notice-divider: [234, 1737, 449, 1738]
- legal-notice: [234, 78, 449, 177]
- notice-body: THE FOLLOWING PERSON(S) IS (ARE) DOING BUSINESS AS: JRA HANDY HOME SOLUTIONS, 17339 ARDMORE AVE, BELLFLOWER, CA 90706. FULL NAME OF REGISTRANT(S) IS (ARE) PEDRO LOPEZ ORTEGA, 17339 ARDMORE AVE, BELLFLOWER, CA 90706. THIS BUSINESS IS CONDUCTED BY AN INDIVIDUAL. SIGNED: PEDRO LOPEZ ORTEGA/OWNER. THIS STATEMENT WAS FILED WITH THE COUNTY CLERK OF LOS ANGELES COUNTY ON 03/06/2023. THE REGISTRANT(S) HAS (HAVE) COMMENCED TO TRANSACT BUSINESS UNDER THE FICTITIOUS BUSINESS NAME OR NAMES LISTED ABOVE ON N/A. NOTICE- THIS FICTITIOUS NAME STATEMENT EXPIRES FIVE YEARS FROM THE DATE IT WAS FILED IN THE OFFICE OF THE COUNTY CLERK. A NEW FICTITIOUS BUSINESS NAME STATEMENT MUST BE FILED PRIOR TO THAT DATE. THE FILING OF THIS STATEMENT DOES NOT OF ITSELF AUTHORIZE THE USE IN THIS STATE OF A FICTITIOUS BUSINESS NAME IN VIOLATION OF THE RIGHTS OF ANOTHER UNDER FEDERAL, STATE, OR COMMON LAW (SEE SECTION 14411 ET SEQ. BUSINESS AND PROFESSIONS CODE)PUBLISH: MOUNTAIN VIEWS-NEWS/JDC: [234, 703, 449, 855]
- legal-notice: [461, 427, 676, 597]
- notice-body: AGOURA HILLS, CA 91301. LOS ANGELES COUNTY. FULL NAME OF REGISTRANT(S) IS (ARE) MARIAN MOGHADASI, 30722 IVORY DR, AGOURA HILLS, CA 91301. THIS BUSINESS IS CONDUCTED BY: AN INDIVIDUAL. SIGNED: MARIAN MOGHADASI, OWNER. THIS STATEMENT WAS FILED WITH THE COUNTY CLERK OF LOS ANGELES COUNTY ON 03/07/2023. THE REGISTRANT(S) HAS (HAVE) COMMENCED TO TRANSACT BUSINESS UNDER THE FICTITIOUS BUSINESS NAME OR NAMES LISTED ABOVE ON 02/2023. NOTICE- THIS FICTITIOUS NAME STATEMENT EXPIRES FIVE YEARS FROM THE DATE IT WAS FILED IN THE OFFICE OF THE COUNTY CLERK. A NEW FICTITIOUS BUSINESS NAME STATEMENT MUST BE FILED PRIOR TO THAT DATE. THE FILING OF THIS STATEMENT DOES NOT OF ITSELF AUTHORIZE THE USE IN THIS STATE OF A FICTITIOUS BUSINESS NAME IN VIOLATION OF THE RIGHTS OF ANOTHER UNDER FEDERAL, STATE, OR COMMON LAW (SEE SECTION 14411 ET SEQ. BUSINESS AND PROFESSIONS CODE)PUBLISH: ES MOUNTAIN VIEWS NEWS: [917, 78, 1132, 213]
- notice-body: THE FOLLOWING PERSON(S) IS (ARE) DOING BUSINESS AS: LET'S CARE SPORTS, 13729 CABLE AVE, BELLFLOWER, CA 90706. FULL NAME OF REGISTRANT(S) IS (ARE) FMT ELECTRICAL AND REPAIR, 13729 CABLE AVE, BELLFLOWER, CA 90706. THIS BUSINESS IS CONDUCTED BY: A CORPORATION. SIGNED: MARIO FERNANDO ARROYO JR/PRESIDENT. THIS STATEMENT WAS FILED WITH THE COUNTY CLERK OF LOS ANGELES COUNTY ON 03/03/2023. THE REGISTRANT(S) HAS (HAVE) COMMENCED TO TRANSACT BUSINESS UNDER THE FICTITIOUS BUSINESS NAME OR NAMES LISTED ABOVE ON N/A. NOTICE- THIS FICTITIOUS NAME STATEMENT EXPIRES FIVE YEARS FROM THE DATE IT WAS FILED IN THE OFFICE OF THE COUNTY CLERK. A NEW FICTITIOUS BUSINESS NAME STATEMENT MUST BE FILED PRIOR TO THAT DATE. THE FILING OF THIS STATEMENT DOES NOT OF ITSELF AUTHORIZE THE USE IN THIS STATE OF A FICTITIOUS BUSINESS NAME IN VIOLATION OF THE RIGHTS OF ANOTHER UNDER FEDERAL, STATE, OR COMMON LAW (SEE SECTION 14411 ET SEQ. BUSINESS AND PROFESSIONS CODE)PUBLISH: MOUNTAIN VIEWS-NEWS/JDC: [234, 1576, 449, 1727]
- notice-title: FICTITIOUS BUSINESS NAME STATEMENT FILE NO. 2023-055429: [461, 78, 676, 86]
- legal-notice: [461, 949, 676, 1120]
- notice-publication-dates: Dates Pub: MARCH 11, 18, 25, APRIL 1, 2023: [461, 1108, 595, 1117]
- notice-divider: [1144, 1666, 1360, 1667]
- notice-title: FICTITIOUS BUSINESS NAME STATEMENT FILE NO. 2023Y0493865: [1144, 957, 1360, 966]
- notice-body: THE FOLLOWING PERSON(S) IS (ARE) DOING BUSINESS AS: ARMENIANGROCERIES.COM, 3146 HONOLULU AVE, MONTROSE, CA 91020. LOS ANGELES COUNTY. FULL NAME OF REGISTRANT(S) IS (ARE) SHOGHIG SUSAN AVAKIAN, 3146 HONOLULU AVE, MONTROSE, CA 91020. THIS BUSINESS IS CONDUCTED BY: AN INDIVIDUAL. SIGNED: SHOGHIG SUSAN AVAKIAN, OWNER. THIS STATEMENT WAS FILED WITH THE COUNTY CLERK OF LOS ANGELES COUNTY ON 03/09/2023. THE REGISTRANT(S) HAS (HAVE) COMMENCED TO TRANSACT BUSINESS UNDER THE FICTITIOUS BUSINESS NAME OR NAMES LISTED ABOVE ON 10/2011. NOTICE- THIS FICTITIOUS NAME STATEMENT EXPIRES FIVE YEARS FROM THE DATE IT WAS FILED IN THE OFFICE OF THE COUNTY CLERK. A NEW FICTITIOUS BUSINESS NAME STATEMENT MUST BE FILED PRIOR TO THAT DATE. THE FILING OF THIS STATEMENT DOES NOT OF ITSELF AUTHORIZE THE USE IN THIS STATE OF A FICTITIOUS BUSINESS NAME IN VIOLATION OF THE RIGHTS OF ANOTHER UNDER FEDERAL, STATE, OR COMMON LAW (SEE SECTION 14411 ET SEQ. BUSINESS AND PROFESSIONS CODE)PUBLISH: ES MOUNTAIN VIEWS NEWS: [1144, 1496, 1360, 1656]
- legal-notice: [461, 1473, 676, 1643]
- notice-publication-dates: Dates Pub: MARCH 11, 18, 25, APRIL 1, 2023: [234, 331, 367, 340]
- legal-notice: [689, 1481, 904, 1651]
- notice-body: THE FOLLOWING PERSON(S) IS (ARE) DOING BUSINESS AS: BRITNEY'S CLEANING SERVICES, 6316 STAFFORD AVE APT #1, HUNTINGTON PARK, CA 90255. FULL NAME OF REGISTRANT(S) IS (ARE) BRITNEY CHAVEZ, 6316 STAFFORD AVE APT #1, HUNTINGTON PARK, CA 90255. THIS BUSINESS IS CONDUCTED BY AN INDIVIDUAL. SIGNED: BRITNEY CHAVEZ/OWNER. THIS STATEMENT WAS FILED WITH THE COUNTY CLERK OF LOS ANGELES COUNTY ON 03/03/2023. THE REGISTRANT(S) HAS (HAVE) COMMENCED TO TRANSACT BUSINESS UNDER THE FICTITIOUS BUSINESS NAME OR NAMES LISTED ABOVE ON N/A. NOTICE- THIS FICTITIOUS NAME STATEMENT EXPIRES FIVE YEARS FROM THE DATE IT WAS FILED IN THE OFFICE OF THE COUNTY CLERK. A NEW FICTITIOUS BUSINESS NAME STATEMENT MUST BE FILED PRIOR TO THAT DATE. THE FILING OF THIS STATEMENT DOES NOT OF ITSELF AUTHORIZE THE USE IN THIS STATE OF A FICTITIOUS BUSINESS NAME IN VIOLATION OF THE RIGHTS OF ANOTHER UNDER FEDERAL, STATE, OR COMMON LAW (SEE SECTION 14411 ET SEQ. BUSINESS AND PROFESSIONS CODE)PUBLISH: MOUNTAIN VIEWS-NEWS/JDC: [461, 783, 676, 935]
- notice-title: FICTITIOUS BUSINESS NAME STATEMENT FILE NO. 2023-048784: [461, 949, 676, 958]
- notice-publication-dates: Dates Pub: MARCH 11, 18, 25, APRIL 1, 2023: [461, 1631, 595, 1640]
- notice-divider: [6, 937, 221, 938]
- legal-notice: [6, 1465, 221, 1635]
- legal-notice: [234, 1742, 449, 1913]
- notice-publication-dates: Dates Pub: March 11, 18, 25, April 1, 2023: [689, 1806, 810, 1814]
- notice-publication-dates: Dates Pub: MARCH 11, 18, 25, APRIL 1, 2023: [234, 1203, 367, 1212]
- notice-title: FICTITIOUS BUSINESS NAME STATEMENT FILE NO. 2023Y0494063: [917, 942, 1132, 950]
- notice-body: THE FOLLOWING PERSON(S) IS (ARE) DOING BUSINESS AS: C MOBILE CAR SERVICE, 7639 RADFORD AVE, NORTH HOLLYWOOD, CA 91605. LOS ANGELES COUNTY. FULL NAME OF REGISTRANT(S) IS (ARE) CARLOS RAFAEL ULLOA MARTINEZ, 7639 RADFORD AVE, NORTH HOLLYWOOD, CA 91605. THIS BUSINESS IS CONDUCTED BY: AN INDIVIDUAL. SIGNED: CARLOS RAFAEL ULLOA MARTINEZ, OWNER. THIS STATEMENT WAS FILED WITH THE COUNTY CLERK OF LOS ANGELES COUNTY ON 03/07/2023. THE REGISTRANT(S) HAS (HAVE) COMMENCED TO TRANSACT BUSINESS UNDER THE FICTITIOUS BUSINESS NAME OR NAMES LISTED ABOVE ON N/A. NOTICE- THIS FICTITIOUS NAME STATEMENT EXPIRES FIVE YEARS FROM THE DATE IT WAS FILED IN THE OFFICE OF THE COUNTY CLERK. A NEW FICTITIOUS BUSINESS NAME STATEMENT MUST BE FILED PRIOR TO THAT DATE. THE FILING OF THIS STATEMENT DOES NOT OF ITSELF AUTHORIZE THE USE IN THIS STATE OF A FICTITIOUS BUSINESS NAME IN VIOLATION OF THE RIGHTS OF ANOTHER UNDER FEDERAL, STATE, OR COMMON LAW (SEE SECTION 14411 ET SEQ. BUSINESS AND PROFESSIONS CODE)PUBLISH: ES MOUNTAIN VIEWS NEWS: [1144, 1140, 1360, 1299]
- notice-publication-dates: Dates Pub: MARCH 11, 18, 25, APRIL 1, 2023: [689, 871, 822, 878]
- notice-title: FICTITIOUS BUSINESS NAME STATEMENT FILE NO. 2023-052962: [234, 1045, 449, 1054]
- notice-publication-dates: Dates Pub: March 11, 18, 25, April 1, 2023: [917, 212, 1037, 221]
- notice-divider: [234, 176, 449, 177]
- notice-title: FICTITIOUS BUSINESS NAME STATEMENT FILE NO. 2023-044546: [6, 1290, 221, 1299]
- notice-body: THE FOLLOWING PERSON(S) IS (ARE) DOING BUSINESS AS: MARCIANO CUSTOM CABINETS, 7050 ATOLL AVE UNIT 7, NORTH HOLLYWOOD, CA 91605. LOS ANGELES COUNTY. FULL NAME OF REGISTRANT(S) IS (ARE) ISRAEL RICO MARCIANO, 7050 ATOLL AVE UNIT 7, NORTH HOLLYWOOD, CA 91605. THIS BUSINESS IS CONDUCTED BY: AN INDIVIDUAL. SIGNED: ISRAEL RICO MARCIANO, OWNER. THIS STATEMENT WAS FILED WITH THE COUNTY CLERK OF LOS ANGELES COUNTY ON 03/06/2023. THE REGISTRANT(S) HAS (HAVE) COMMENCED TO TRANSACT BUSINESS UNDER THE FICTITIOUS BUSINESS NAME OR NAMES LISTED ABOVE ON 03/2022. NOTICE- THIS FICTITIOUS NAME STATEMENT EXPIRES FIVE YEARS FROM THE DATE IT WAS FILED IN THE OFFICE OF THE COUNTY CLERK. A NEW FICTITIOUS BUSINESS NAME STATEMENT MUST BE FILED PRIOR TO THAT DATE. THE FILING OF THIS STATEMENT DOES NOT OF ITSELF AUTHORIZE THE USE IN THIS STATE OF A FICTITIOUS BUSINESS NAME IN VIOLATION OF THE RIGHTS OF ANOTHER UNDER FEDERAL, STATE, OR COMMON LAW (SEE SECTION 14411 ET SEQ. BUSINESS AND PROFESSIONS CODE)PUBLISH: ES MOUNTAIN VIEWS NEWS: [917, 1488, 1132, 1648]
- notice-title: FICTITIOUS BUSINESS NAME STATEMENT FILE NO. 2023-048143: [6, 78, 221, 86]
- notice-divider: [689, 1017, 904, 1018]
- issue-date: Saturday, March 11, 2023: [174, 47, 347, 63]
- notice-divider: [917, 406, 1132, 407]
- notice-title: FICTITIOUS BUSINESS NAME STATEMENT FILE NO. 2023Y0494375: [689, 1821, 904, 1830]
- notice-body: THE FOLLOWING PERSON(S) IS (ARE) DOING BUSINESS AS: DEALS N STEALS, 14818 ORIZABA AVE APT A, PARAMOUNT, CA 90723. FULL NAME OF REGISTRANT(S) IS (ARE) MARIA LOURDES ALVAREZ ORELLANA, 14818 ORIZABA AVE APT A, PARAMOUNT, CA 90723. THIS BUSINESS IS CONDUCTED BY AN INDIVIDUAL. SIGNED: MARIA LOURDES ALVAREZ/OWNER. THIS STATEMENT WAS FILED WITH THE COUNTY CLERK OF LOS ANGELES COUNTY ON 03/06/2023. THE REGISTRANT(S) HAS (HAVE) COMMENCED TO TRANSACT BUSINESS UNDER THE FICTITIOUS BUSINESS NAME OR NAMES LISTED ABOVE ON N/A. NOTICE- THIS FICTITIOUS NAME STATEMENT EXPIRES FIVE YEARS FROM THE DATE IT WAS FILED IN THE OFFICE OF THE COUNTY CLERK. A NEW FICTITIOUS BUSINESS NAME STATEMENT MUST BE FILED PRIOR TO THAT DATE. THE FILING OF THIS STATEMENT DOES NOT OF ITSELF AUTHORIZE THE USE IN THIS STATE OF A FICTITIOUS BUSINESS NAME IN VIOLATION OF THE RIGHTS OF ANOTHER UNDER FEDERAL, STATE, OR COMMON LAW (SEE SECTION 14411 ET SEQ. BUSINESS AND PROFESSIONS CODE)PUBLISH: MOUNTAIN VIEWS-NEWS/JDC: [6, 600, 221, 752]
- notice-divider: [689, 1651, 904, 1652]
- legal-notice: [234, 1394, 449, 1564]
- notice-body: THE FOLLOWING PERSON(S) IS (ARE) DOING BUSINESS AS: ZJ GLIDE CARE, 2220 N VICTORY BLVD APT 207, BURBANK, CA 91506. LOS ANGELES COUNTY. FULL NAME OF REGISTRANT(S) IS (ARE) ZADIG JALALYAN, 2220 N VICTORY BLVD APT 207, BURBANK, CA 91506. THIS BUSINESS IS CONDUCTED BY: AN INDIVIDUAL. SIGNED: ZADIG JALALYAN, OWNER. THIS STATEMENT WAS FILED WITH THE COUNTY CLERK OF LOS ANGELES COUNTY ON 03/07/2023. THE REGISTRANT(S) HAS (HAVE) COMMENCED TO TRANSACT BUSINESS UNDER THE FICTITIOUS BUSINESS NAME OR NAMES LISTED ABOVE ON 02/2023. NOTICE- THIS FICTITIOUS NAME STATEMENT EXPIRES FIVE YEARS FROM THE DATE IT WAS FILED IN THE OFFICE OF THE COUNTY CLERK. A NEW FICTITIOUS BUSINESS NAME STATEMENT MUST BE FILED PRIOR TO THAT DATE. THE FILING OF THIS STATEMENT DOES NOT OF ITSELF AUTHORIZE THE USE IN THIS STATE OF A FICTITIOUS BUSINESS NAME IN VIOLATION OF THE RIGHTS OF ANOTHER UNDER FEDERAL, STATE, OR COMMON LAW (SEE SECTION 14411 ET SEQ. BUSINESS AND PROFESSIONS CODE)PUBLISH: ES MOUNTAIN VIEWS NEWS: [1144, 965, 1360, 1117]
- legal-notice: [234, 1219, 449, 1389]
- notice-title: FICTITIOUS BUSINESS NAME STATEMENT FILE NO. 2023-054456: [689, 1298, 904, 1306]
- notice-title: FICTITIOUS BUSINESS NAME STATEMENT FILE NO. 2023-049188: [689, 164, 904, 173]
- notice-divider: [917, 937, 1132, 938]
- notice-publication-dates: Dates Pub: March 11, 18, 25, April 1, 2023: [917, 577, 1037, 586]
- notice-publication-dates: Dates Pub: MARCH 11, 18, 25, APRIL 1, 2023: [234, 1727, 367, 1735]
- notice-divider: [461, 1120, 676, 1121]
- notice-divider: [1144, 778, 1360, 779]
- notice-divider: [6, 1634, 221, 1635]
- notice-publication-dates: Dates Pub: MARCH 11, 18, 25, APRIL 1, 2023: [234, 164, 367, 173]
- notice-publication-dates: Dates Pub: March 11, 18, 25, April 1, 2023: [917, 926, 1037, 935]
- notice-body: THE FOLLOWING PERSON(S) IS (ARE) DOING BUSINESS AS: EZZ DEMOLITION SERVICES, 19527 COCKNEY ST, PARAMOUNT, CA 90723. FULL NAME OF REGISTRANT(S) IS (ARE) EDUARDO D ELIZONDO ZAMBRANO, 19527 COCKNEY ST, PARAMOUNT, CA 90723. THIS BUSINESS IS CONDUCTED BY AN INDIVIDUAL. SIGNED: EDUARDO D ELIZONDO ZAMBRANO/OWNER. THIS STATEMENT WAS FILED WITH THE COUNTY CLERK OF LOS ANGELES COUNTY ON 03/06/2023. THE REGISTRANT(S) HAS (HAVE) COMMENCED TO TRANSACT BUSINESS UNDER THE FICTITIOUS BUSINESS NAME OR NAMES LISTED ABOVE ON N/A. NOTICE- THIS FICTITIOUS NAME STATEMENT EXPIRES FIVE YEARS FROM THE DATE IT WAS FILED IN THE OFFICE OF THE COUNTY CLERK. A NEW FICTITIOUS BUSINESS NAME STATEMENT MUST BE FILED PRIOR TO THAT DATE. THE FILING OF THIS STATEMENT DOES NOT OF ITSELF AUTHORIZE THE USE IN THIS STATE OF A FICTITIOUS BUSINESS NAME IN VIOLATION OF THE RIGHTS OF ANOTHER UNDER FEDERAL, STATE, OR COMMON LAW (SEE SECTION 14411 ET SEQ. BUSINESS AND PROFESSIONS CODE)PUBLISH: MOUNTAIN VIEWS-NEWS/JDC: [6, 1124, 221, 1275]
- notice-publication-dates: Dates Pub: MARCH 11, 18, 25, APRIL 1, 2023: [461, 1457, 595, 1466]
- notice-publication-dates: Dates Pub: March 11, 18, 25, April 1, 2023: [1144, 1830, 1265, 1839]
- notice-title: FICTITIOUS BUSINESS NAME STATEMENT FILE NO. 2023-037239: [461, 252, 676, 261]
- notice-title: FICTITIOUS BUSINESS NAME STATEMENT FILE NO. 2023-046575: [234, 514, 449, 522]
- notice-title: FICTITIOUS BUSINESS NAME STATEMENT FILE NO. 2023-041682: [461, 426, 676, 435]
- notice-publication-dates: Dates Pub: MARCH 11, 18, 25, APRIL 1, 2023: [689, 1005, 822, 1014]
- notice-title: FICTITIOUS BUSINESS NAME STATEMENT FILE NO. 2023-048826: [6, 592, 221, 601]
- notice-publication-dates: Dates Pub: March 11, 18, 25, April 1, 2023: [917, 1274, 1037, 1283]
- notice-publication-dates: Dates Pub: MARCH 11, 18, 25, APRIL 1, 2023: [6, 1798, 139, 1807]
- notice-body: THE FOLLOWING PERSON(S) IS (ARE) DOING BUSINESS AS: LAGUNA'S 2, 1090 E LINCOLN AVE, POMONA, CA 91767. FULL NAME OF REGISTRANT(S) IS (ARE) ISMAEL NORIEGA, 1090 E LINCOLN AVE, POMONA, CA 91767. THIS BUSINESS IS CONDUCTED BY AN INDIVIDUAL. SIGNED: ISMAEL NORIEGA/OWNER. THIS STATEMENT WAS FILED WITH THE COUNTY CLERK OF LOS ANGELES COUNTY ON 03/09/2023. THE REGISTRANT(S) HAS (HAVE) COMMENCED TO TRANSACT BUSINESS UNDER THE FICTITIOUS BUSINESS NAME OR NAMES LISTED ABOVE ON N/A. NOTICE- THIS FICTITIOUS NAME STATEMENT EXPIRES FIVE YEARS FROM THE DATE IT WAS FILED IN THE OFFICE OF THE COUNTY CLERK. A NEW FICTITIOUS BUSINESS NAME STATEMENT MUST BE FILED PRIOR TO THAT DATE. THE FILING OF THIS STATEMENT DOES NOT OF ITSELF AUTHORIZE THE USE IN THIS STATE OF A FICTITIOUS BUSINESS NAME IN VIOLATION OF THE RIGHTS OF ANOTHER UNDER FEDERAL, STATE, OR COMMON LAW (SEE SECTION 14411 ET SEQ. BUSINESS AND PROFESSIONS CODE)PUBLISH: MOUNTAIN VIEWS-NEWS/JDC: [234, 1053, 449, 1204]
- notice-title: FICTITIOUS BUSINESS NAME STATEMENT FILE NO. 2023Y0494859: [917, 411, 1132, 419]
- legal-notice: [461, 1125, 676, 1295]
- notice-title: FICTITIOUS BUSINESS NAME STATEMENT FILE NO. 2023-043957: [6, 1639, 221, 1648]
- notice-divider: [689, 524, 904, 525]
- notice-body: THE FOLLOWING PERSON(S) IS (ARE) DOING BUSINESS AS: RAMIREZ MECHANIC, 9306 PARMELEE AVE, LOS ANGELES, CA 90002. FULL NAME OF REGISTRANT(S) IS (ARE) JUAN A RAMIREZ MUNOZ, 9306 PARMELEE AVE, LOS ANGELES, CA 90002. THIS BUSINESS IS CONDUCTED BY AN INDIVIDUAL. SIGNED: JUAN A RAMIREZ MUNOZ/OWNER. THIS STATEMENT WAS FILED WITH THE COUNTY CLERK OF LOS ANGELES COUNTY ON 03/06/2023. THE REGISTRANT(S) HAS (HAVE) COMMENCED TO TRANSACT BUSINESS UNDER THE FICTITIOUS BUSINESS NAME OR NAMES LISTED ABOVE ON N/A. NOTICE- THIS FICTITIOUS NAME STATEMENT EXPIRES FIVE YEARS FROM THE DATE IT WAS FILED IN THE OFFICE OF THE COUNTY CLERK. A NEW FICTITIOUS BUSINESS NAME STATEMENT MUST BE FILED PRIOR TO THAT DATE. THE FILING OF THIS STATEMENT DOES NOT OF ITSELF AUTHORIZE THE USE IN THIS STATE OF A FICTITIOUS BUSINESS NAME IN VIOLATION OF THE RIGHTS OF ANOTHER UNDER FEDERAL, STATE, OR COMMON LAW (SEE SECTION 14411 ET SEQ. BUSINESS AND PROFESSIONS CODE)PUBLISH: MOUNTAIN VIEWS-NEWS/JDC: [461, 957, 676, 1109]
- notice-title: FICTITIOUS BUSINESS NAME STATEMENT FILE NO. 2023Y0537825: [689, 1481, 904, 1489]
- notice-body: THE FOLLOWING PERSON(S) IS (ARE) DOING BUSINESS AS: UNITED PUBLIC SERVICES, 15001 COMMERCE AVE, TUJUNGA, CA 91042. LOS ANGELES COUNTY. FULL NAME OF REGISTRANT(S) IS (ARE) EDWIN NERSISYAN, 15001 COMMERCE AVE, TUJUNGA, CA 91042. THIS BUSINESS IS CONDUCTED BY: AN INDIVIDUAL. SIGNED: EDWIN NERSISYAN, OWNER. THIS STATEMENT WAS FILED WITH THE COUNTY CLERK OF LOS ANGELES COUNTY ON 03/08/2023. THE REGISTRANT(S) HAS (HAVE) COMMENCED TO TRANSACT BUSINESS UNDER THE FICTITIOUS BUSINESS NAME OR NAMES LISTED ABOVE ON N/A. NOTICE- THIS FICTITIOUS NAME STATEMENT EXPIRES FIVE YEARS FROM THE DATE IT WAS FILED IN THE OFFICE OF THE COUNTY CLERK. A NEW FICTITIOUS BUSINESS NAME STATEMENT MUST BE FILED PRIOR TO THAT DATE. THE FILING OF THIS STATEMENT DOES NOT OF ITSELF AUTHORIZE THE USE IN THIS STATE OF A FICTITIOUS BUSINESS NAME IN VIOLATION OF THE RIGHTS OF ANOTHER UNDER FEDERAL, STATE, OR COMMON LAW (SEE SECTION 14411 ET SEQ. BUSINESS AND PROFESSIONS CODE)PUBLISH: ES MOUNTAIN VIEWS NEWS: [1144, 1322, 1360, 1474]
- legal-notice: [6, 78, 221, 240]
- legal-notice: [1144, 252, 1360, 422]
- page-number: 16: [8, 0, 47, 43]
- legal-notice: [461, 1822, 676, 1917]
- notice-publication-dates: Dates Pub: MARCH 11, 18, 25, APRIL 1, 2023: [461, 934, 595, 943]
- footer-address: 80 W Sierra Madre Blvd. No. 327 Sierra Madre, Ca. 91024: [195, 2554, 561, 2569]
- notice-publication-dates: Dates Pub: MARCH 11, 18, 25, APRIL 1, 2023: [6, 926, 139, 935]
- legal-notice: [689, 1156, 904, 1295]
- notice-divider: [461, 596, 676, 597]
- notice-publication-dates: Dates Pub: March 11, 18, 25, April 1, 2023: [917, 1647, 1037, 1656]
- notice-body: THE FOLLOWING PERSON(S) IS (ARE) DOING BUSINESS AS: MAMANA CONSTRUCTION, 12521 GREVILLEA AVE UNIT 11, HAWTHORNE, CA 90250. FULL NAME OF REGISTRANT(S) IS (ARE) ALAN MAGANA BENITEZ, 12521 GREVILLEA AVE UNIT 11, HAWTHORNE, CA 90250. THIS BUSINESS IS CONDUCTED BY AN INDIVIDUAL. SIGNED: ALAN MAGANA BENITEZ/OWNER. THIS STATEMENT WAS FILED WITH THE COUNTY CLERK OF LOS ANGELES COUNTY ON 03/10/2023. THE REGISTRANT(S) HAS (HAVE) COMMENCED TO TRANSACT BUSINESS UNDER THE FICTITIOUS BUSINESS NAME OR NAMES LISTED ABOVE ON N/A. NOTICE- THIS FICTITIOUS NAME STATEMENT EXPIRES FIVE YEARS FROM THE DATE IT WAS FILED IN THE OFFICE OF THE COUNTY CLERK. A NEW FICTITIOUS BUSINESS NAME STATEMENT MUST BE FILED PRIOR TO THAT DATE. THE FILING OF THIS STATEMENT DOES NOT OF ITSELF AUTHORIZE THE USE IN THIS STATE OF A FICTITIOUS BUSINESS NAME IN VIOLATION OF THE RIGHTS OF ANOTHER UNDER FEDERAL, STATE, OR COMMON LAW (SEE SECTION 14411 ET SEQ. BUSINESS AND PROFESSIONS CODE)PUBLISH: MOUNTAIN VIEWS-NEWS/JDC: [461, 86, 676, 236]
- legal-notice: [917, 1481, 1132, 1659]
- notice-title: FICTITIOUS BUSINESS NAME STATEMENT FILE NO. 2023Y0500441: [1144, 783, 1360, 792]
- notice-divider: [234, 866, 449, 867]
- notice-divider: [917, 1112, 1132, 1113]
- notice-divider: [461, 1817, 676, 1818]
- notice-publication-dates: Dates Pub: MARCH 11, 18, 25, APRIL 1, 2023: [234, 854, 367, 863]
- notice-divider: [461, 247, 676, 248]
- notice-divider: [1144, 1841, 1360, 1842]
- notice-title: FICTITIOUS BUSINESS NAME STATEMENT FILE NO. 2023-050651: [6, 767, 221, 775]
- notice-title: FICTITIOUS BUSINESS NAME STATEMENT FILE NO. 2023-050096: [234, 1567, 449, 1576]
- notice-title: FICTITIOUS BUSINESS NAME STATEMENT FILE NO. 2023-048834: [234, 696, 449, 704]
- legal-notice: [234, 1045, 449, 1215]
- notice-publication-dates: Dates Pub: MARCH 11, 18, 25, APRIL 1, 2023: [6, 1274, 139, 1283]
- notice-body: THE FOLLOWING PERSON(S) IS (ARE) DOING BUSINESS AS: LABELS SPRINTING, 332 W LOMITA AVE APT 7S, GLENDALE, CA 91204. LOS ANGELES COUNTY. FULL NAME OF REGISTRANT(S) IS (ARE) EMIL STEPANYAN, 332 W LOMITA AVE APT 7S, GLENDALE, CA 91204. THIS BUSINESS IS CONDUCTED BY: AN INDIVIDUAL. SIGNED: EMIL STEPANYAN, OWNER. THIS STATEMENT WAS FILED WITH THE COUNTY CLERK OF LOS ANGELES COUNTY ON 03/07/2023. THE REGISTRANT(S) HAS (HAVE) COMMENCED TO TRANSACT BUSINESS UNDER THE FICTITIOUS BUSINESS NAME OR NAMES LISTED ABOVE ON 10/2017. NOTICE- THIS FICTITIOUS NAME STATEMENT EXPIRES FIVE YEARS FROM THE DATE IT WAS FILED IN THE OFFICE OF THE COUNTY CLERK. A NEW FICTITIOUS BUSINESS NAME STATEMENT MUST BE FILED PRIOR TO THAT DATE. THE FILING OF THIS STATEMENT DOES NOT OF ITSELF AUTHORIZE THE USE IN THIS STATE OF A FICTITIOUS BUSINESS NAME IN VIOLATION OF THE RIGHTS OF ANOTHER UNDER FEDERAL, STATE, OR COMMON LAW (SEE SECTION 14411 ET SEQ. BUSINESS AND PROFESSIONS CODE)PUBLISH: ES MOUNTAIN VIEWS NEWS: [1144, 260, 1360, 411]
- notice-body: THE FOLLOWING PERSON(S) JAMES LOUIS GARRETT, 1216 W 94TH ST, LOS ANGELES, CA 90044 HAVE ABANDONED THE FICTITIOUS BUSINESS NAME: AMINE CHINAMINI, 1216 W 94TH ST, LOS ANGELES, CA 90044. THE FICTITIOUS BUSINESS NAME REFERRED TO ABOVE WAS FILED ON 01/21/2022, IN THE COUNTY OF LOS ANGELES. THE ORIGINAL FILE NUMBER OF 2022016563. THE BUSINESS WAS CONDUCTED BY: AN INDIVIDUAL. THIS STATEMENT WAS FILED WITH THE COUNTY CLERK OF LOS ANGELES ON 03/03/2023. I DECLARE THAT ALL INFORMATION IN THIS STATEMENT IS TRUE AND CORRECT. (A REGISTRANT WHO DECLARES AS TRUE INFORMATION WHICH HE OR SHE KNOWS TO BE FALSE, IS GUILTY OF A CRIME.) JAMES LOUIS GARRETT/OWNER PUBLISH: MOUNTAIN VIEWS-NEWS/JDC: [689, 894, 904, 1006]
- notice-body: THE FOLLOWING PERSON(S) IS (ARE) DOING BUSINESS AS: SHOPLACE, 7711 STATE ST, HUNTINGTON PARK, CA 90255. FULL NAME OF REGISTRANT(S) IS (ARE) WILLIAM ERNESTO GUTIERREZ, 1313 N WILLOWBROOK AVE APT D, COMPTON, CA 90222. THIS BUSINESS IS CONDUCTED BY AN INDIVIDUAL. SIGNED: WILLIAM ERNESTO GUTIERREZ/OWNER. THIS STATEMENT WAS FILED WITH THE COUNTY CLERK OF LOS ANGELES COUNTY ON 02/21/2023. THE REGISTRANT(S) HAS (HAVE) COMMENCED TO TRANSACT BUSINESS UNDER THE FICTITIOUS BUSINESS NAME OR NAMES LISTED ABOVE ON N/A. NOTICE- THIS FICTITIOUS NAME STATEMENT EXPIRES FIVE YEARS FROM THE DATE IT WAS FILED IN THE OFFICE OF THE COUNTY CLERK. A NEW FICTITIOUS BUSINESS NAME STATEMENT MUST BE FILED PRIOR TO THAT DATE. THE FILING OF THIS STATEMENT DOES NOT OF ITSELF AUTHORIZE THE USE IN THIS STATE OF A FICTITIOUS BUSINESS NAME IN VIOLATION OF THE RIGHTS OF ANOTHER UNDER FEDERAL, STATE, OR COMMON LAW (SEE SECTION 14411 ET SEQ. BUSINESS AND PROFESSIONS CODE)PUBLISH: MOUNTAIN VIEWS-NEWS/JDC: [461, 1655, 676, 1807]
- notice-title: FICTITIOUS BUSINESS NAME STATEMENT FILE NO. 2023-048283: [234, 1393, 449, 1402]
- notice-body: THE FOLLOWING PERSON(S) IS (ARE) DOING BUSINESS AS: GET CONNECTED, 1720 OCEAN BLVD APT 5, LONG BEACH, CA 90802. FULL NAME OF REGISTRANT(S) IS (ARE) STRAIGHT TRADING MARKETING LLC, 1720 OCEAN BLVD APT 5, LONG BEACH, CA 90802. THIS BUSINESS IS CONDUCTED BY: A LIMITED LIABILITY COMPANY. SIGNED: TIMOTHY SMITH/MANAGING MEMBER. THIS STATEMENT WAS FILED WITH THE COUNTY CLERK OF LOS ANGELES COUNTY ON 02/27/2023. THE REGISTRANT(S) HAS (HAVE) COMMENCED TO TRANSACT BUSINESS UNDER THE FICTITIOUS BUSINESS NAME OR NAMES LISTED ABOVE ON N/A. NOTICE- THIS FICTITIOUS NAME STATEMENT EXPIRES FIVE YEARS FROM THE DATE IT WAS FILED IN THE OFFICE OF THE COUNTY CLERK. A NEW FICTITIOUS BUSINESS NAME STATEMENT MUST BE FILED PRIOR TO THAT DATE. THE FILING OF THIS STATEMENT DOES NOT OF ITSELF AUTHORIZE THE USE IN THIS STATE OF A FICTITIOUS BUSINESS NAME IN VIOLATION OF THE RIGHTS OF ANOTHER UNDER FEDERAL, STATE, OR COMMON LAW (SEE SECTION 14411 ET SEQ. BUSINESS AND PROFESSIONS CODE)PUBLISH: MOUNTAIN VIEWS-NEWS/JDC: [6, 1647, 221, 1799]
- notice-publication-dates: Dates Pub: MARCH 11, 18, 25, APRIL 1, 2023: [6, 577, 139, 586]
- notice-divider: [6, 239, 221, 240]
- notice-body: THE FOLLOWING PERSON(S) GLENDY LIZETH ZUNIGA MURILLO, 5951 CAMELLIA AVE APT 22, HUNTINGTON PARK, CA 90255. HAS/HAVE ABANDONED THE USE OF THE FICTITIOUS BUSINESS NAME: ZUNIGA RENTAL MANAGING, 5951 CAMELLIA AVE APT 22, HUNTINGTON PARK, CA 90255. THE FICTITIOUS BUSINESS NAME REFERRED TO ABOVE WAS FILED ON 01/21/2021, IN THE COUNTY OF LOS ANGELES. THE ORIGINAL FILE NUMBER OF 2021061674. THE BUSINESS WAS CONDUCTED BY: AN INDIVIDUAL. THIS STATEMENT WAS FILED WITH THE COUNTY CLERK OF LOS ANGELES ON 02/23/2023. THE REGISTRANT DECLARES THAT ALL INFORMATION IN THIS STATEMENT IS TRUE AND CORRECT. (A REGISTRANT WHO DECLARES AS TRUE INFORMATION WHICH HE OR SHE KNOWS TO BE FALSE, IS GUILTY OF A CRIME.) GLENDY LIZETH ZUNIGA MURILLO/OWNER PUBLISH: MOUNTAIN VIEWS-NEWS/JDC: [689, 1163, 904, 1283]
- notice-divider: [234, 1389, 449, 1390]
- notice-publication-dates: Dates Pub: March 11, 18, 25, April 1, 2023: [917, 751, 1037, 760]
- legal-notice: [917, 1664, 1132, 1842]
- notice-divider: [917, 589, 1132, 590]
- notice-divider: [689, 1294, 904, 1295]
- notice-divider: [234, 1040, 449, 1041]
- legal-notice: [917, 942, 1132, 1112]
- notice-body: THE FOLLOWING PERSON(S) IS (ARE) DOING BUSINESS AS: AUTO ACCESORIOS LOZA, 13965 ALONDRA BLVD, SANTA FE SPRINGS, CA 90670. MAILING ADDRESS: 4850 BECK AVE, BELL, CA 90201. FULL NAME OF REGISTRANT(S) IS (ARE) JORGE ALFREDO LOZA, 4850 BECK AVE, BELL, CA 90201. THIS BUSINESS IS CONDUCTED BY AN INDIVIDUAL. SIGNED: JORGE ALFREDO LOZA/OWNER. THIS STATEMENT WAS FILED WITH THE COUNTY CLERK OF LOS ANGELES COUNTY ON 03/06/2023. THE REGISTRANT(S) HAS (HAVE) COMMENCED TO TRANSACT BUSINESS UNDER THE FICTITIOUS BUSINESS NAME OR NAMES LISTED ABOVE ON 02/2023. NOTICE- THIS FICTITIOUS NAME STATEMENT EXPIRES FIVE YEARS FROM THE DATE IT WAS FILED IN THE OFFICE OF THE COUNTY CLERK. A NEW FICTITIOUS BUSINESS NAME STATEMENT MUST BE FILED PRIOR TO THAT DATE. THE FILING OF THIS STATEMENT DOES NOT OF ITSELF AUTHORIZE THE USE IN THIS STATE OF A FICTITIOUS BUSINESS NAME IN VIOLATION OF THE RIGHTS OF ANOTHER UNDER FEDERAL, STATE, OR COMMON LAW (SEE SECTION 14411 ET SEQ. BUSINESS AND PROFESSIONS CODE)PUBLISH: MOUNTAIN VIEWS-NEWS/JDC: [6, 426, 221, 578]
- notice-divider: [1144, 422, 1360, 423]
- notice-title: FICTITIOUS BUSINESS NAME STATEMENT FILE NO. 2023-048797: [6, 418, 221, 427]
- notice-title: FICTITIOUS BUSINESS NAME STATEMENT FILE NO. 2023-052264: [461, 1298, 676, 1306]
- notice-column: [1144, 78, 1364, 2539]
- notice-title: FICTITIOUS BUSINESS NAME STATEMENT FILE NO. 2023Y0490149: [917, 1290, 1132, 1299]
- notice-body: THE FOLLOWING PERSON(S) IS (ARE) DOING BUSINESS AS: VIEYRA TILE, 6268 ROSE ST, LONG BEACH, CA 90805. FULL NAME OF REGISTRANT(S) IS (ARE) PEDRO VIEYRA MENDOZA, 6268 ROSE ST, LONG BEACH, CA 90805; ANTHONY ADRIAN VIEYRA, 6268 ROSE ST, LONG BEACH, CA 90805. THIS BUSINESS IS CONDUCTED BY: A GENERAL PARTNERSHIP. SIGNED: PEDRO VIEYRA MENDOZA/GENERAL PARTNER. THIS STATEMENT WAS FILED WITH THE COUNTY CLERK OF LOS ANGELES COUNTY ON 02/22/2023. THE REGISTRANT(S) HAS (HAVE) COMMENCED TO TRANSACT BUSINESS UNDER THE FICTITIOUS BUSINESS NAME OR NAMES LISTED ABOVE ON N/A. NOTICE- THIS FICTITIOUS NAME STATEMENT EXPIRES FIVE YEARS FROM THE DATE IT WAS FILED IN THE OFFICE OF THE COUNTY CLERK. A NEW FICTITIOUS BUSINESS NAME STATEMENT MUST BE FILED PRIOR TO THAT DATE. THE FILING OF THIS STATEMENT DOES NOT OF ITSELF AUTHORIZE THE USE IN THIS STATE OF A FICTITIOUS BUSINESS NAME IN VIOLATION OF THE RIGHTS OF ANOTHER UNDER FEDERAL, STATE, OR COMMON LAW (SEE SECTION 14411 ET SEQ. BUSINESS AND PROFESSIONS CODE)PUBLISH: MOUNTAIN VIEWS-NEWS/JDC: [689, 355, 904, 515]
- notice-body: THE FOLLOWING PERSON(S) IS (ARE) DOING BUSINESS AS: ETS LIFE, 1350 ORIZABA AVE, LONG BEACH, CA 90813. FULL NAME OF REGISTRANT(S) IS (ARE) JT TRUCK & EQUIPMENT SALES INC, 1350 ORIZABA AVE, LONG BEACH, CA 90813. THIS BUSINESS IS CONDUCTED BY: CORPORATION. SIGNED: PRUDENCIO M. RIVERA/PRESIDENT. THIS STATEMENT WAS FILED WITH THE COUNTY CLERK OF LOS ANGELES COUNTY ON 03/07/2023. THE REGISTRANT(S) HAS (HAVE) COMMENCED TO TRANSACT BUSINESS UNDER THE FICTITIOUS BUSINESS NAME OR NAMES LISTED ABOVE ON 02/2023. NOTICE- THIS FICTITIOUS NAME STATEMENT EXPIRES FIVE YEARS FROM THE DATE IT WAS FILED IN THE OFFICE OF THE COUNTY CLERK. A NEW FICTITIOUS BUSINESS NAME STATEMENT MUST BE FILED PRIOR TO THAT DATE. THE FILING OF THIS STATEMENT DOES NOT OF ITSELF AUTHORIZE THE USE IN THIS STATE OF A FICTITIOUS BUSINESS NAME IN VIOLATION OF THE RIGHTS OF ANOTHER UNDER FEDERAL, STATE, OR COMMON LAW (SEE SECTION 14411 ET SEQ. BUSINESS AND PROFESSIONS CODE)PUBLISH: MOUNTAIN VIEWS-NEWS/JDC: [6, 775, 221, 926]
- notice-publication-dates: Dates Pub: March 11, 18, 25, April 1, 2023: [689, 1639, 810, 1648]
- notice-title: FICTITIOUS BUSINESS NAME STATEMENT FILE NO. 2023-053663: [6, 244, 221, 253]
- notice-body: THE FOLLOWING PERSON(S) IS (ARE) DOING BUSINESS AS: SARGSYAN BEAUTY CORNER, 20050 HEMMINGWAY ST, WINNETKA, CA 91306. LOS ANGELES COUNTY. FULL NAME OF REGISTRANT(S) IS (ARE) ANI SARGSYAN, 20050 HEMMINGWAY ST, WINNETKA, CA 91306. THIS BUSINESS IS CONDUCTED BY: AN INDIVIDUAL. SIGNED: ANI SARGSYAN, OWNER. THIS STATEMENT WAS FILED WITH THE COUNTY CLERK OF LOS ANGELES COUNTY ON 03/07/2023. THE REGISTRANT(S) HAS (HAVE) COMMENCED TO TRANSACT BUSINESS UNDER THE FICTITIOUS BUSINESS NAME OR NAMES LISTED ABOVE ON 06/2022. NOTICE- THIS FICTITIOUS NAME STATEMENT EXPIRES FIVE YEARS FROM THE DATE IT WAS FILED IN THE OFFICE OF THE COUNTY CLERK. A NEW FICTITIOUS BUSINESS NAME STATEMENT MUST BE FILED PRIOR TO THAT DATE. THE FILING OF THIS STATEMENT DOES NOT OF ITSELF AUTHORIZE THE USE IN THIS STATE OF A FICTITIOUS BUSINESS NAME IN VIOLATION OF THE RIGHTS OF ANOTHER UNDER FEDERAL, STATE, OR COMMON LAW (SEE SECTION 14411 ET SEQ. BUSINESS AND PROFESSIONS CODE)PUBLISH: ES MOUNTAIN VIEWS NEWS: [917, 949, 1132, 1101]
- notice-publication-dates: Dates Pub: MARCH 11, 18, 25, APRIL 1, 2023: [234, 1028, 367, 1037]
- notice-body: THE FOLLOWING PERSON(S) IS (ARE) DOING BUSINESS AS:: [689, 1829, 883, 1838]
- legal-notice: [234, 697, 449, 867]
- legal-notice: [689, 886, 904, 1018]
- notice-title: FICTITIOUS BUSINESS NAME STATEMENT FILE NO. 2023-052931: [6, 1465, 221, 1474]
- masthead-subline: [8, 47, 357, 63]
- footer-office-phone: Office: 626.355.2737: [582, 2554, 713, 2569]
- notice-title: FICTITIOUS BUSINESS NAME STATEMENT FILE NO. 2023-046082: [689, 703, 904, 712]
- notice-publication-dates: Dates Pub: MARCH 11, 18, 25, APRIL 1, 2023: [461, 1806, 595, 1814]
- notice-body: THE FOLLOWING PERSON(S) IS (ARE) DOING BUSINESS AS: GF INVESTMENTS, GF ESTATE, 6777 WILSHIRE BLVD #400, BEVERLY HILLS, CA 90211. FULL NAME OF REGISTRANT(S) IS (ARE) GEOFFREY JAMES, 6777 WILSHIRE BLVD #400 BEVERLY HILLS, CA 90211. THIS BUSINESS IS CONDUCTED BY AN INDIVIDUAL. SIGNED: GEOFFREY JAMES/OWNER. THIS STATEMENT WAS FILED WITH THE COUNTY CLERK OF LOS ANGELES COUNTY ON 03/09/2023. THE REGISTRANT(S) HAS (HAVE) COMMENCED TO TRANSACT BUSINESS UNDER THE FICTITIOUS BUSINESS NAME OR NAMES LISTED ABOVE ON 03/2011. NOTICE- THIS FICTITIOUS NAME STATEMENT EXPIRES FIVE YEARS FROM THE DATE IT WAS FILED IN THE OFFICE OF THE COUNTY CLERK. A NEW FICTITIOUS BUSINESS NAME STATEMENT MUST BE FILED PRIOR TO THAT DATE. THE FILING OF THIS STATEMENT DOES NOT OF ITSELF AUTHORIZE THE USE IN THIS STATE OF A FICTITIOUS BUSINESS NAME IN VIOLATION OF THE RIGHTS OF ANOTHER UNDER FEDERAL, STATE, OR COMMON LAW (SEE SECTION 14411 ET SEQ. BUSINESS AND PROFESSIONS CODE)PUBLISH: MOUNTAIN VIEWS-NEWS/JDC: [6, 1473, 221, 1625]
- notice-body: THE FOLLOWING PERSON(S) IS (ARE) DOING BUSINESS AS: EXTENSION HAIR DESIGNS BONNET, 23926 ½ 3RD ST, VERNON, CA 90058. FULL NAME OF REGISTRANT(S) IS (ARE) WORLD LLC, 23926 ½ 3RD ST, VERNON, CA 90058. THIS BUSINESS IS CONDUCTED BY: A LIMITED LIABILITY COMPANY. SIGNED: RUFINA BURROUGHS/CEO. THIS STATEMENT WAS FILED WITH THE COUNTY CLERK OF LOS ANGELES COUNTY ON 03/06/2023. THE REGISTRANT(S) HAS (HAVE) COMMENCED TO TRANSACT BUSINESS UNDER THE FICTITIOUS BUSINESS NAME OR NAMES LISTED ABOVE ON N/A. NOTICE- THIS FICTITIOUS NAME STATEMENT EXPIRES FIVE YEARS FROM THE DATE IT WAS FILED IN THE OFFICE OF THE COUNTY CLERK. A NEW FICTITIOUS BUSINESS NAME STATEMENT MUST BE FILED PRIOR TO THAT DATE. THE FILING OF THIS STATEMENT DOES NOT OF ITSELF AUTHORIZE THE USE IN THIS STATE OF A FICTITIOUS BUSINESS NAME IN VIOLATION OF THE RIGHTS OF ANOTHER UNDER FEDERAL, STATE, OR COMMON LAW (SEE SECTION 14411 ET SEQ. BUSINESS AND PROFESSIONS CODE)PUBLISH: MOUNTAIN VIEWS-NEWS/JDC: [6, 949, 221, 1101]
- legal-notice: [1144, 1489, 1360, 1667]
- notice-publication-dates: Dates Pub: March 11, 18, 25, April 1, 2023: [1144, 1299, 1265, 1307]
- notice-body: THE FOLLOWING PERSON(S) IS (ARE) DOING BUSINESS AS: J & J HEATING, 2155 275TH ST, LOMITA, CA 90717. FULL NAME OF REGISTRANT(S) IS (ARE) JAIRO ALFREDO TORO SR, 2155 275TH ST, LOMITA, CA 90717. THIS BUSINESS IS CONDUCTED BY AN INDIVIDUAL. SIGNED: JAIRO ALFREDO TORO SR/OWNER. THIS STATEMENT WAS FILED WITH THE COUNTY CLERK OF LOS ANGELES COUNTY ON 02/28/2023. THE REGISTRANT(S) HAS (HAVE) COMMENCED TO TRANSACT BUSINESS UNDER THE FICTITIOUS BUSINESS NAME OR NAMES LISTED ABOVE ON 01/2023. NOTICE- THIS FICTITIOUS NAME STATEMENT EXPIRES FIVE YEARS FROM THE DATE IT WAS FILED IN THE OFFICE OF THE COUNTY CLERK. A NEW FICTITIOUS BUSINESS NAME STATEMENT MUST BE FILED PRIOR TO THAT DATE. THE FILING OF THIS STATEMENT DOES NOT OF ITSELF AUTHORIZE THE USE IN THIS STATE OF A FICTITIOUS BUSINESS NAME IN VIOLATION OF THE RIGHTS OF ANOTHER UNDER FEDERAL, STATE, OR COMMON LAW (SEE SECTION 14411 ET SEQ. BUSINESS AND PROFESSIONS CODE)PUBLISH: MOUNTAIN VIEWS-NEWS/JDC: [234, 355, 449, 498]
- notice-publication-dates: Dates Pub: MARCH 11, 18, 25, APRIL 1, 2023: [6, 403, 139, 411]
- notice-body: THE FOLLOWING PERSON(S) IS (ARE) DOING BUSINESS AS: MIRABEAN STYLE, 20412 ELKWOOD ST, WINNETKA, CA 91306. LOS ANGELES COUNTY. FULL NAME OF REGISTRANT(S) IS (ARE) ANNA MIRABEAN, 20412 ELKWOOD ST, WINNETKA, CA 91306. THIS BUSINESS IS CONDUCTED BY: AN INDIVIDUAL. SIGNED: ANNA MIRABEAN, OWNER. THIS STATEMENT WAS FILED WITH THE COUNTY CLERK OF LOS ANGELES COUNTY ON 03/07/2023. THE REGISTRANT(S) HAS (HAVE) COMMENCED TO TRANSACT BUSINESS UNDER THE FICTITIOUS BUSINESS NAME OR NAMES LISTED ABOVE ON 04/2022. NOTICE- THIS FICTITIOUS NAME STATEMENT EXPIRES FIVE YEARS FROM THE DATE IT WAS FILED IN THE OFFICE OF THE COUNTY CLERK. A NEW FICTITIOUS BUSINESS NAME STATEMENT MUST BE FILED PRIOR TO THAT DATE. THE FILING OF THIS STATEMENT DOES NOT OF ITSELF AUTHORIZE THE USE IN THIS STATE OF A FICTITIOUS BUSINESS NAME IN VIOLATION OF THE RIGHTS OF ANOTHER UNDER FEDERAL, STATE, OR COMMON LAW (SEE SECTION 14411 ET SEQ. BUSINESS AND PROFESSIONS CODE)PUBLISH: ES MOUNTAIN VIEWS NEWS: [917, 775, 1132, 926]
- notice-body: THE FOLLOWING PERSON(S) IS (ARE) DOING BUSINESS AS: SARROOR MARKOSIAN, 14523 VANOWEN ST VAN NUYS, CA 91405. LOS ANGELES COUNTY. FULL NAME OF REGISTRANT(S) IS (ARE) FLORSELDO MENDEZ ESCOBAR, 14523 VANOWEN ST VAN NUYS, CA 91405. THIS BUSINESS IS CONDUCTED BY: AN INDIVIDUAL. SIGNED: FLORSELDO MENDEZ ESCOBAR, OWNER. THIS STATEMENT WAS FILED WITH THE COUNTY CLERK OF LOS ANGELES COUNTY ON 02/16/2023. THE REGISTRANT(S) HAS (HAVE) COMMENCED TO TRANSACT BUSINESS UNDER THE FICTITIOUS BUSINESS NAME OR NAMES LISTED ABOVE ON 06/2022. NOTICE- THIS FICTITIOUS NAME STATEMENT EXPIRES FIVE YEARS FROM THE DATE IT WAS FILED IN THE OFFICE OF THE COUNTY CLERK. A NEW FICTITIOUS BUSINESS NAME STATEMENT MUST BE FILED PRIOR TO THAT DATE. THE FILING OF THIS STATEMENT DOES NOT OF ITSELF AUTHORIZE THE USE IN THIS STATE OF A FICTITIOUS BUSINESS NAME IN VIOLATION OF THE RIGHTS OF ANOTHER UNDER FEDERAL, STATE, OR COMMON LAW (SEE SECTION 14411 ET SEQ. BUSINESS AND PROFESSIONS CODE)PUBLISH: ES MOUNTAIN VIEWS NEWS: [1144, 86, 1360, 236]
- notice-divider: [234, 1913, 449, 1914]
- legal-notice: [461, 252, 676, 422]
- paper-name: Mountain Views-News: [8, 47, 162, 63]
- notice-body: THE FOLLOWING PERSON(S) IS (ARE) DOING BUSINESS AS: ARM & ARC EXPRESS, 14880 COVELLO ST UNIT 9, VAN NUYS, CA 91405. LOS ANGELES COUNTY. FULL NAME OF REGISTRANT(S) IS (ARE) ARMAN ABRAHAMYAN, 14880 COVELLO ST UNIT 9, VAN NUYS, CA 91405. THIS BUSINESS IS CONDUCTED BY: AN INDIVIDUAL. SIGNED: ARMAN ABRAHAMYAN, OWNER. THIS STATEMENT WAS FILED WITH THE COUNTY CLERK OF LOS ANGELES COUNTY ON 03/08/2023. THE REGISTRANT(S) HAS (HAVE) COMMENCED TO TRANSACT BUSINESS UNDER THE FICTITIOUS BUSINESS NAME OR NAMES LISTED ABOVE ON 03/2023. NOTICE- THIS FICTITIOUS NAME STATEMENT EXPIRES FIVE YEARS FROM THE DATE IT WAS FILED IN THE OFFICE OF THE COUNTY CLERK. A NEW FICTITIOUS BUSINESS NAME STATEMENT MUST BE FILED PRIOR TO THAT DATE. THE FILING OF THIS STATEMENT DOES NOT OF ITSELF AUTHORIZE THE USE IN THIS STATE OF A FICTITIOUS BUSINESS NAME IN VIOLATION OF THE RIGHTS OF ANOTHER UNDER FEDERAL, STATE, OR COMMON LAW (SEE SECTION 14411 ET SEQ. BUSINESS AND PROFESSIONS CODE)PUBLISH: ES MOUNTAIN VIEWS NEWS: [1144, 791, 1360, 943]
- notice-divider: [1144, 604, 1360, 605]
- notice-body: THE FOLLOWING PERSON(S) IS (ARE) DOING BUSINESS AS: SINGERS TOW & TRANSPORTATION, 11585 SHELDON ST, SUN VALLEY, CA 91352. LOS ANGELES COUNTY. FULL NAME OF REGISTRANT(S) IS (ARE) CARLOS GUZMAN NAVA, 11585 SHELDON ST, SUN VALLEY, CA 91352. THIS BUSINESS IS CONDUCTED BY: AN INDIVIDUAL. SIGNED: CARLOS GUZMAN NAVA, OWNER. THIS STATEMENT WAS FILED WITH THE COUNTY CLERK OF LOS ANGELES COUNTY ON 03/07/2023. THE REGISTRANT(S) HAS (HAVE) COMMENCED TO TRANSACT BUSINESS UNDER THE FICTITIOUS BUSINESS NAME OR NAMES LISTED ABOVE ON 07/2017. NOTICE- THIS FICTITIOUS NAME STATEMENT EXPIRES FIVE YEARS FROM THE DATE IT WAS FILED IN THE OFFICE OF THE COUNTY CLERK. A NEW FICTITIOUS BUSINESS NAME STATEMENT MUST BE FILED PRIOR TO THAT DATE. THE FILING OF THIS STATEMENT DOES NOT OF ITSELF AUTHORIZE THE USE IN THIS STATE OF A FICTITIOUS BUSINESS NAME IN VIOLATION OF THE RIGHTS OF ANOTHER UNDER FEDERAL, STATE, OR COMMON LAW (SEE SECTION 14411 ET SEQ. BUSINESS AND PROFESSIONS CODE)PUBLISH: ES MOUNTAIN VIEWS NEWS: [917, 418, 1132, 578]
- notice-title: FICTITIOUS BUSINESS NAME STATEMENT FILE NO. 2023-038659: [461, 1647, 676, 1656]
- notice-title: FICTITIOUS BUSINESS NAME STATEMENT FILE NO. 2023-052991: [461, 1473, 676, 1482]
- notice-divider: [917, 1841, 1132, 1842]
- notice-body: THE FOLLOWING PERSON(S) IS (ARE) DOING BUSINESS AS: PICASSO DENTAL LAB, 6930 OWENSMOUTH AVE UNIT 103, CANOGA PARK, CA 91303. AI#ON 202010060 LOS ANGELES COUNTY. FULL NAME OF REGISTRANT(S) IS (ARE) PICASSO DENTAL CERAMICS LLC, 6930 OWENSMOUTH AVE UNIT 103, CANOGA PARK, CA 91303. THIS BUSINESS IS CONDUCTED BY: AN LLC. SIGNED: PICASSO DENTAL CERAMICS LLC, MARCELO DUFFAU, MANAGING MEMBER. THIS STATEMENT WAS FILED WITH THE COUNTY CLERK OF LOS ANGELES COUNTY ON 03/06/2023. THE REGISTRANT(S) HAS (HAVE) COMMENCED TO TRANSACT BUSINESS UNDER THE FICTITIOUS BUSINESS NAME OR NAMES LISTED ABOVE ON 07/2015. NOTICE- THIS FICTITIOUS NAME STATEMENT EXPIRES FIVE YEARS FROM THE DATE IT WAS FILED IN THE OFFICE OF THE COUNTY CLERK. A NEW FICTITIOUS BUSINESS NAME STATEMENT MUST BE FILED PRIOR TO THAT DATE. THE FILING OF THIS STATEMENT DOES NOT OF ITSELF AUTHORIZE THE USE IN THIS STATE OF A FICTITIOUS BUSINESS NAME IN VIOLATION OF THE RIGHTS OF ANOTHER UNDER FEDERAL, STATE, OR COMMON LAW (SEE SECTION 14411 ET SEQ. BUSINESS AND PROFESSIONS CODE)PUBLISH: ES MOUNTAIN VIEWS NEWS: [917, 1298, 1132, 1466]
- notice-publication-dates: Dates Pub: MARCH 11, 18, 25, APRIL 1, 2023: [461, 411, 595, 419]
- notice-body: BUSINESS UNDER THE FICTITIOUS BUSINESS NAME OR NAMES LISTED ABOVE ON N/A. NOTICE- THIS FICTITIOUS NAME STATEMENT EXPIRES FIVE YEARS FROM THE DATE IT WAS FILED IN THE OFFICE OF THE COUNTY CLERK. A NEW FICTITIOUS BUSINESS NAME STATEMENT MUST BE FILED PRIOR TO THAT DATE. THE FILING OF THIS STATEMENT DOES NOT OF ITSELF AUTHORIZE THE USE IN THIS STATE OF A FICTITIOUS BUSINESS NAME IN VIOLATION OF THE RIGHTS OF ANOTHER UNDER FEDERAL, STATE, OR COMMON LAW (SEE SECTION 14411 ET SEQ. BUSINESS AND PROFESSIONS CODE)PUBLISH: MOUNTAIN VIEWS-NEWS/JDC: [234, 78, 449, 165]
- notice-title: FICTITIOUS BUSINESS NAME STATEMENT FILE NO. 2023-044746: [234, 347, 449, 355]
- notice-divider: [234, 342, 449, 343]
- notice-body: THE FOLLOWING PERSON(S) IS (ARE) DOING BUSINESS AS: SERENDIPITY SWIRL, 615 N BUNDELL AVE, WILMINGTON, CA 90744. FULL NAME OF REGISTRANT(S) IS (ARE) ANGELINA KARAMANIAN, 615 N BUNDELL AVE, WILMINGTON, CA 90744. THIS BUSINESS IS CONDUCTED BY AN INDIVIDUAL. SIGNED: ANGELINA KARAMANIAN/OWNER. THIS STATEMENT WAS FILED WITH THE COUNTY CLERK OF LOS ANGELES COUNTY ON 03/09/2023. THE REGISTRANT(S) HAS (HAVE) COMMENCED TO TRANSACT BUSINESS UNDER THE FICTITIOUS BUSINESS NAME OR NAMES LISTED ABOVE ON N/A. NOTICE- THIS FICTITIOUS NAME STATEMENT EXPIRES FIVE YEARS FROM THE DATE IT WAS FILED IN THE OFFICE OF THE COUNTY CLERK. A NEW FICTITIOUS BUSINESS NAME STATEMENT MUST BE FILED PRIOR TO THAT DATE. THE FILING OF THIS STATEMENT DOES NOT OF ITSELF AUTHORIZE THE USE IN THIS STATE OF A FICTITIOUS BUSINESS NAME IN VIOLATION OF THE RIGHTS OF ANOTHER UNDER FEDERAL, STATE, OR COMMON LAW (SEE SECTION 14411 ET SEQ. BUSINESS AND PROFESSIONS CODE)PUBLISH: MOUNTAIN VIEWS-NEWS/JDC: [461, 1481, 676, 1632]
- notice-body: THE FOLLOWING PERSON(S) IS (ARE) DOING BUSINESS AS: KOLOZYAN WEB DESIGN, 20412 ELKWOOD ST, WINNETKA, CA 91306. LOS ANGELES COUNTY. FULL NAME OF REGISTRANT(S) IS (ARE) EDGAR KOLOZYAN, 20412 ELKWOOD ST, WINNETKA, CA 91306. THIS BUSINESS IS CONDUCTED BY: AN INDIVIDUAL. SIGNED: EDGAR KOLOZYAN, OWNER. THIS STATEMENT WAS FILED WITH THE COUNTY CLERK OF LOS ANGELES COUNTY ON 03/07/2023. THE REGISTRANT(S) HAS (HAVE) COMMENCED TO TRANSACT BUSINESS UNDER THE FICTITIOUS BUSINESS NAME OR NAMES LISTED ABOVE ON N/A. NOTICE- THIS FICTITIOUS NAME STATEMENT EXPIRES FIVE YEARS FROM THE DATE IT WAS FILED IN THE OFFICE OF THE COUNTY CLERK. A NEW FICTITIOUS BUSINESS NAME STATEMENT MUST BE FILED PRIOR TO THAT DATE. THE FILING OF THIS STATEMENT DOES NOT OF ITSELF AUTHORIZE THE USE IN THIS STATE OF A FICTITIOUS BUSINESS NAME IN VIOLATION OF THE RIGHTS OF ANOTHER UNDER FEDERAL, STATE, OR COMMON LAW (SEE SECTION 14411 ET SEQ. BUSINESS AND PROFESSIONS CODE)PUBLISH: ES MOUNTAIN VIEWS NEWS: [917, 600, 1132, 752]
- notice-publication-dates: Dates Pub: March 11, 18, 25, April 1, 2023: [1144, 411, 1265, 419]
- notice-title: FICTITIOUS BUSINESS NAME STATEMENT FILE NO. 2023-045958: [461, 1821, 676, 1830]
- notice-publication-dates: Dates Pub: MARCH 11, 18, 25, APRIL 1, 2023: [689, 1282, 822, 1291]
- notice-divider: [1144, 953, 1360, 954]
- notice-body: THE FOLLOWING PERSON(S) IS (ARE) DOING BUSINESS AS: MARTIN ELECTRIC, 13266 BRACKEN ST, ARLETA, CA 91331. FULL NAME OF REGISTRANT(S) IS (ARE) MARTIN SALGUERO, 13266 BRACKEN ST, ARLETA, CA 91331. THIS BUSINESS IS CONDUCTED BY: AN INDIVIDUAL. SIGNED: MARTIN SALGUERO, OWNER. THIS STATEMENT WAS FILED WITH THE COUNTY CLERK OF LOS ANGELES COUNTY ON 03/03/2023. THE REGISTRANT(S) HAS (HAVE) COMMENCED TO TRANSACT BUSINESS UNDER THE FICTITIOUS BUSINESS NAME OR NAMES LISTED ABOVE ON 02/2006. NOTICE- THIS FICTITIOUS NAME STATEMENT EXPIRES FIVE YEARS FROM THE DATE IT WAS FILED IN THE OFFICE OF THE COUNTY CLERK. A NEW FICTITIOUS BUSINESS NAME STATEMENT MUST BE FILED PRIOR TO THAT DATE. THE FILING OF THIS STATEMENT DOES NOT OF ITSELF AUTHORIZE THE USE IN THIS STATE OF A FICTITIOUS BUSINESS NAME IN VIOLATION OF THE RIGHTS OF ANOTHER UNDER FEDERAL, STATE, OR COMMON LAW (SEE SECTION 14411 ET SEQ. BUSINESS AND PROFESSIONS CODE)PUBLISH: ES MOUNTAIN VIEWS NEWS: [689, 1663, 904, 1807]
